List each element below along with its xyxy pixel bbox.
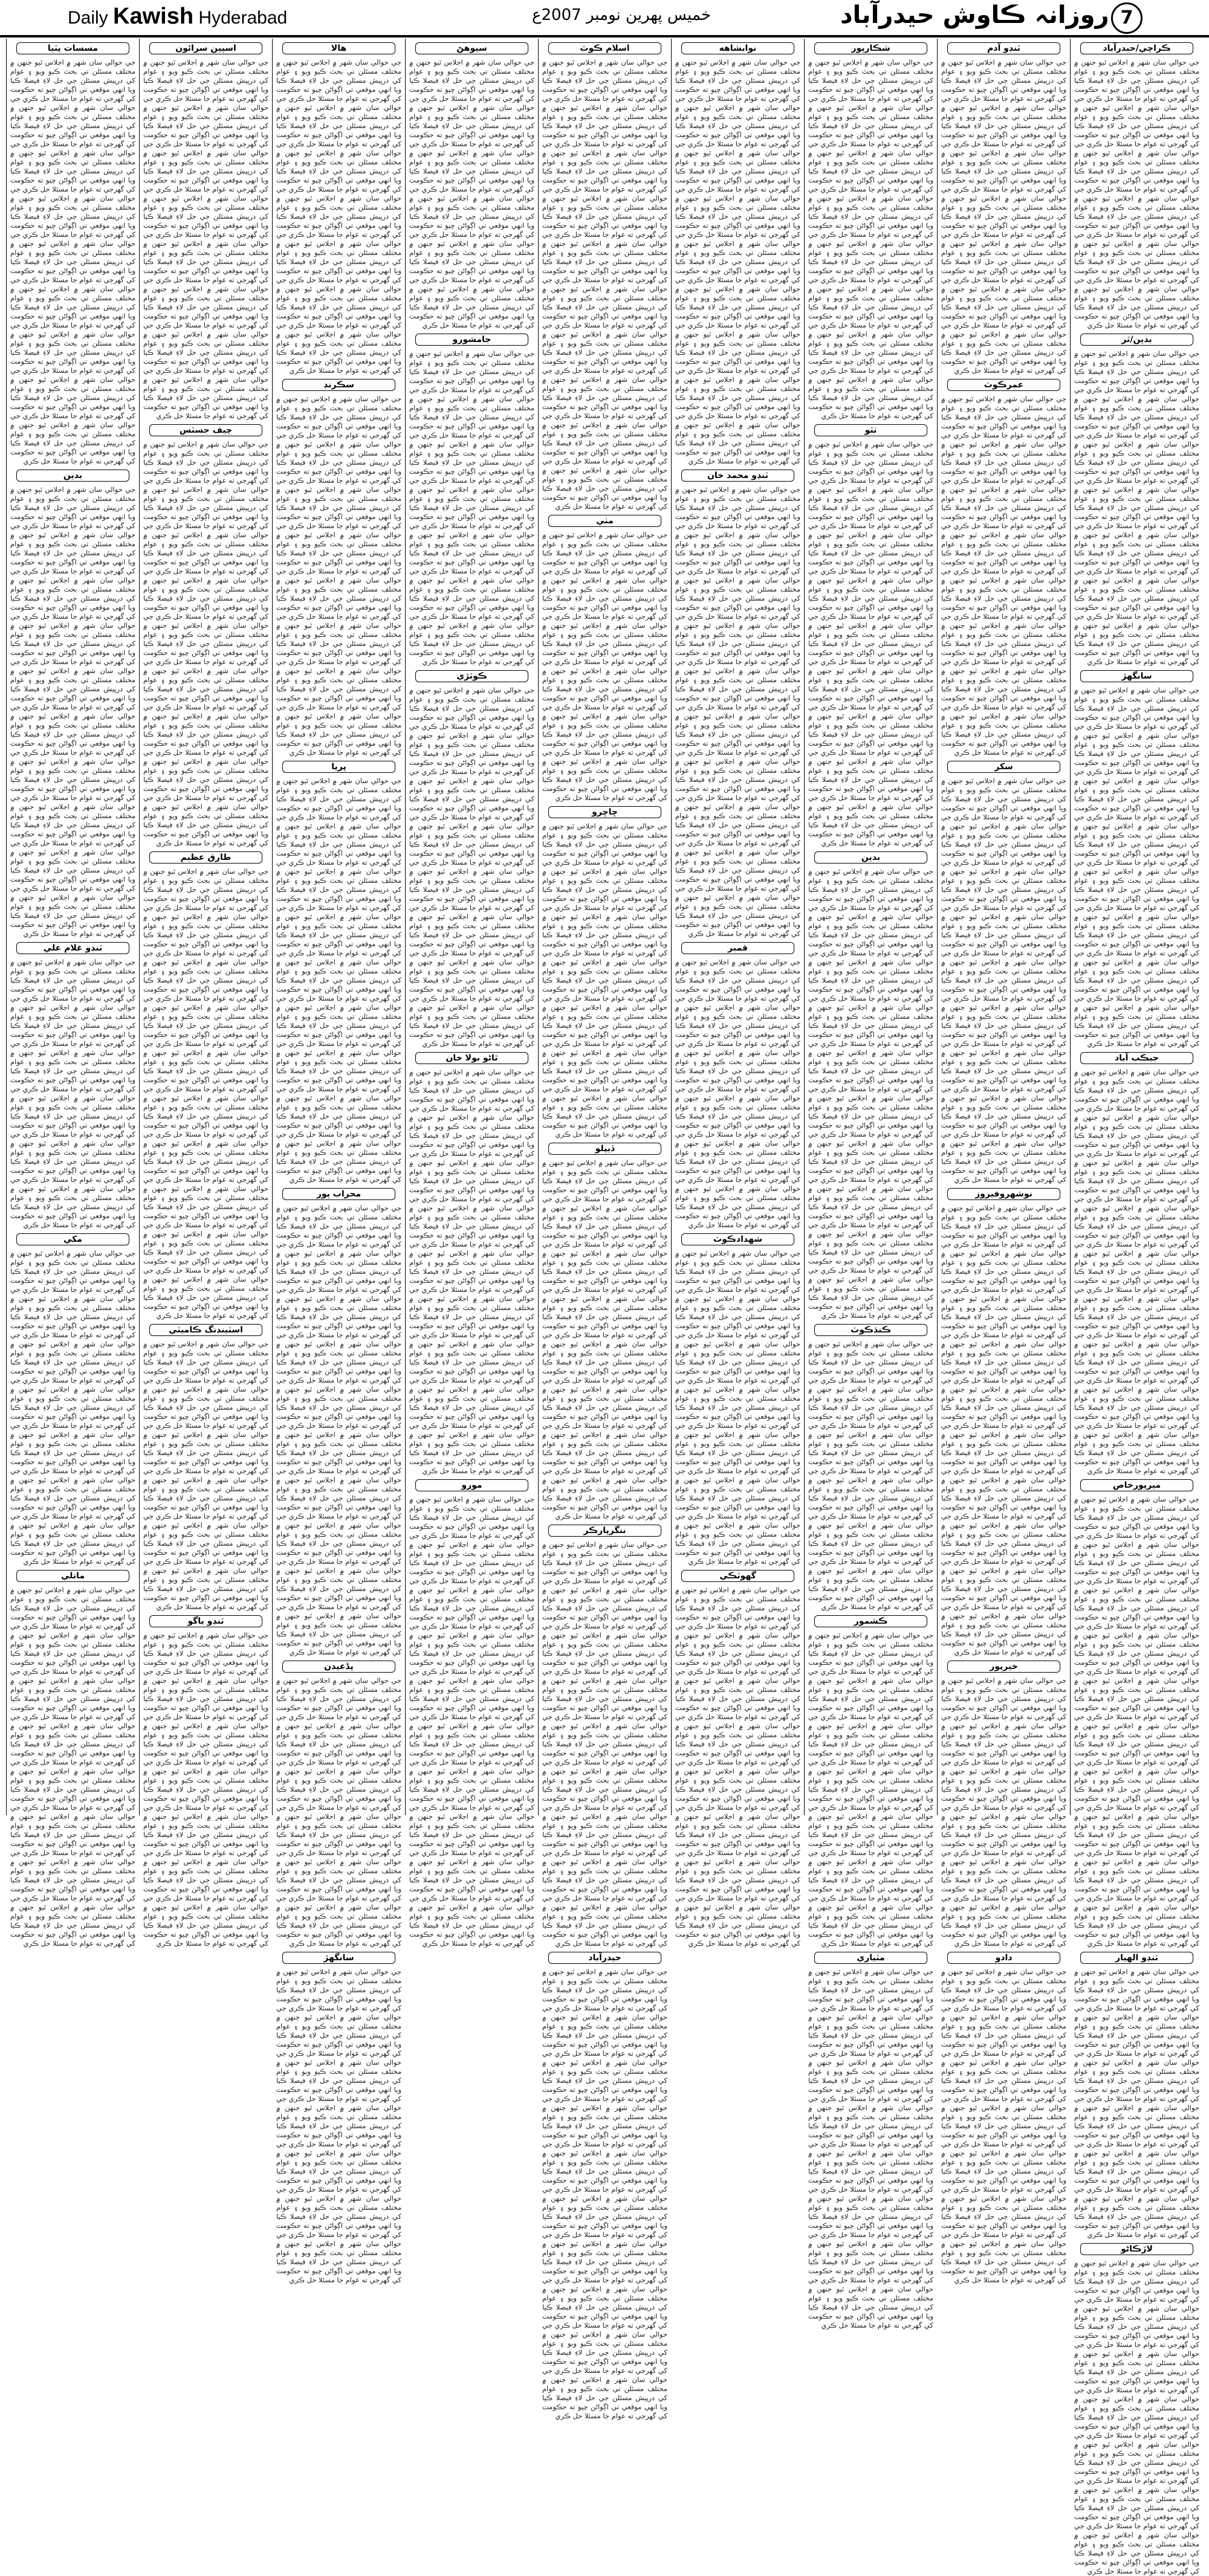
story-body: جي حوالي سان شهر ۾ اجلاس ٿيو جنهن ۾ مختلف مسئلن تي بحث ڪيو ويو ۽ عوام کي درپيش مسئلن جي حل لاءِ فيصلا ڪيا ويا انهي موقعي تي اڳواڻن چيو ته حڪومت کي گهرجي ته عوام جا مسئلا حل ڪري جي حوالي سان شهر ۾ اجلاس ٿيو جنهن ۾ مختلف مسئلن تي بحث ڪيو ويو ۽ عوام کي درپيش مسئلن جي حل لاءِ فيصلا ڪيا ويا انهي موقعي تي اڳواڻن چيو ته حڪومت کي گهرجي ته عوام جا مسئلا حل ڪري جي حوالي سان شهر ۾ اجلاس ٿيو جنهن ۾ مختلف مسئلن تي بحث ڪيو ويو ۽ عوام کي درپيش مسئلن جي حل لاءِ فيصلا ڪيا ويا انهي موقعي تي اڳواڻن چيو ته حڪومت کي گهرجي ته عوام جا مسئلا حل ڪري جي حوالي سان شهر ۾ اجلاس ٿيو جنهن ۾ مختلف مسئلن تي بحث ڪيو ويو ۽ عوام کي درپيش مسئلن جي حل لاءِ فيصلا ڪيا ويا انهي موقعي تي اڳواڻن چيو ته حڪومت کي گهرجي ته عوام جا مسئلا حل ڪري جي حوالي سان شهر ۾ اجلاس ٿيو جنهن ۾ مختلف مسئلن تي بحث ڪيو ويو ۽ عوام کي درپيش مسئلن جي حل لاءِ فيصلا ڪيا ويا انهي موقعي تي اڳواڻن چيو ته حڪومت کي گهرجي ته عوام جا مسئلا حل ڪري جي حوالي سان شهر ۾ اجلاس ٿيو جنهن ۾ مختلف مسئلن تي بحث ڪيو ويو ۽ عوام کي درپيش مسئلن جي حل لاءِ فيصلا ڪيا ويا انهي موقعي تي اڳواڻن چيو ته حڪومت کي گهرجي ته عوام جا مسئلا حل ڪري جي حوالي سان شهر ۾ اجلاس ٿيو جنهن ۾ مختلف مسئلن تي بحث ڪيو ويو ۽ عوام کي درپيش مسئلن جي حل لاءِ فيصلا ڪيا ويا انهي موقعي تي اڳواڻن چيو ته حڪومت کي گهرجي ته عوام جا مسئلا حل ڪري جي حوالي سان شهر ۾ اجلاس ٿيو جنهن ۾ مختلف مسئلن تي بحث ڪيو ويو ۽ عوام کي درپيش مسئلن جي حل لاءِ فيصلا ڪيا ويا انهي موقعي تي اڳواڻن چيو ته حڪومت کي گهرجي ته عوام جا مسئلا حل ڪري جي حوالي سان شهر ۾ اجلاس ٿيو جنهن ۾ مختلف مسئلن تي بحث ڪيو ويو ۽ عوام کي درپيش مسئلن جي حل لاءِ فيصلا ڪيا ويا انهي موقعي تي اڳواڻن چيو ته حڪومت کي گهرجي ته عوام جا مسئلا حل ڪري [143,440,268,847]
story-body: جي حوالي سان شهر ۾ اجلاس ٿيو جنهن ۾ مختلف مسئلن تي بحث ڪيو ويو ۽ عوام کي درپيش مسئلن جي حل لاءِ فيصلا ڪيا ويا انهي موقعي تي اڳواڻن چيو ته حڪومت کي گهرجي ته عوام جا مسئلا حل ڪري جي حوالي سان شهر ۾ اجلاس ٿيو جنهن ۾ مختلف مسئلن تي بحث ڪيو ويو ۽ عوام کي درپيش مسئلن جي حل لاءِ فيصلا ڪيا ويا انهي موقعي تي اڳواڻن چيو ته حڪومت کي گهرجي ته عوام جا مسئلا حل ڪري جي حوالي سان شهر ۾ اجلاس ٿيو جنهن ۾ مختلف مسئلن تي بحث ڪيو ويو ۽ عوام کي درپيش مسئلن جي حل لاءِ فيصلا ڪيا ويا انهي موقعي تي اڳواڻن چيو ته حڪومت کي گهرجي ته عوام جا مسئلا حل ڪري جي حوالي سان شهر ۾ اجلاس ٿيو جنهن ۾ مختلف مسئلن تي بحث ڪيو ويو ۽ عوام کي درپيش مسئلن جي حل لاءِ فيصلا ڪيا ويا انهي موقعي تي اڳواڻن چيو ته حڪومت کي گهرجي ته عوام جا مسئلا حل ڪري جي حوالي سان شهر ۾ اجلاس ٿيو جنهن ۾ مختلف مسئلن تي بحث ڪيو ويو ۽ عوام کي درپيش مسئلن جي حل لاءِ فيصلا ڪيا ويا انهي موقعي تي اڳواڻن چيو ته حڪومت کي گهرجي ته عوام جا مسئلا حل ڪري جي حوالي سان شهر ۾ اجلاس ٿيو جنهن ۾ مختلف مسئلن تي بحث ڪيو ويو ۽ عوام کي درپيش مسئلن جي حل لاءِ فيصلا ڪيا ويا انهي موقعي تي اڳواڻن چيو ته حڪومت کي گهرجي ته عوام جا مسئلا حل ڪري جي حوالي سان شهر ۾ اجلاس ٿيو جنهن ۾ مختلف مسئلن تي بحث ڪيو ويو ۽ عوام کي درپيش مسئلن جي حل لاءِ فيصلا ڪيا ويا انهي موقعي تي اڳواڻن چيو ته حڪومت کي گهرجي ته عوام جا مسئلا حل ڪري جي حوالي سان شهر ۾ اجلاس ٿيو جنهن ۾ مختلف مسئلن تي بحث ڪيو ويو ۽ عوام کي درپيش مسئلن جي حل لاءِ فيصلا ڪيا ويا انهي موقعي تي اڳواڻن چيو ته حڪومت کي گهرجي ته عوام جا مسئلا حل ڪري جي حوالي سان شهر ۾ اجلاس ٿيو جنهن ۾ مختلف مسئلن تي بحث ڪيو ويو ۽ عوام کي درپيش مسئلن جي حل لاءِ فيصلا ڪيا ويا انهي موقعي تي اڳواڻن چيو ته حڪومت کي گهرجي ته عوام جا مسئلا حل ڪري جي حوالي سان شهر ۾ اجلاس ٿيو جنهن ۾ مختلف مسئلن تي بحث ڪيو ويو ۽ عوام کي درپيش مسئلن جي حل لاءِ فيصلا ڪيا ويا انهي موقعي تي اڳواڻن چيو ته حڪومت کي گهرجي ته عوام جا مسئلا حل ڪري [1074,1495,1199,1948]
story-body: جي حوالي سان شهر ۾ اجلاس ٿيو جنهن ۾ مختلف مسئلن تي بحث ڪيو ويو ۽ عوام کي درپيش مسئلن جي حل لاءِ فيصلا ڪيا ويا انهي موقعي تي اڳواڻن چيو ته حڪومت کي گهرجي ته عوام جا مسئلا حل ڪري جي حوالي سان شهر ۾ اجلاس ٿيو جنهن ۾ مختلف مسئلن تي بحث ڪيو ويو ۽ عوام کي درپيش مسئلن جي حل لاءِ فيصلا ڪيا ويا انهي موقعي تي اڳواڻن چيو ته حڪومت کي گهرجي ته عوام جا مسئلا حل ڪري جي حوالي سان شهر ۾ اجلاس ٿيو جنهن ۾ مختلف مسئلن تي بحث ڪيو ويو ۽ عوام کي درپيش مسئلن جي حل لاءِ فيصلا ڪيا ويا انهي موقعي تي اڳواڻن چيو ته حڪومت کي گهرجي ته عوام جا مسئلا حل ڪري جي حوالي سان شهر ۾ اجلاس ٿيو جنهن ۾ مختلف مسئلن تي بحث ڪيو ويو ۽ عوام کي درپيش مسئلن جي حل لاءِ فيصلا ڪيا ويا انهي موقعي تي اڳواڻن چيو ته حڪومت کي گهرجي ته عوام جا مسئلا حل ڪري جي حوالي سان شهر ۾ اجلاس ٿيو جنهن ۾ مختلف مسئلن تي بحث ڪيو ويو ۽ عوام کي درپيش مسئلن جي حل لاءِ فيصلا ڪيا ويا انهي موقعي تي اڳواڻن چيو ته حڪومت کي گهرجي ته عوام جا مسئلا حل ڪري جي حوالي سان شهر ۾ اجلاس ٿيو جنهن ۾ مختلف مسئلن تي بحث ڪيو ويو ۽ عوام کي درپيش مسئلن جي حل لاءِ فيصلا ڪيا ويا انهي موقعي تي اڳواڻن چيو ته حڪومت کي گهرجي ته عوام جا مسئلا حل ڪري جي حوالي سان شهر ۾ اجلاس ٿيو جنهن ۾ مختلف مسئلن تي بحث ڪيو ويو ۽ عوام کي درپيش مسئلن جي حل لاءِ فيصلا ڪيا ويا انهي موقعي تي اڳواڻن چيو ته حڪومت کي گهرجي ته عوام جا مسئلا حل ڪري جي حوالي سان شهر ۾ اجلاس ٿيو جنهن ۾ مختلف مسئلن تي بحث ڪيو ويو ۽ عوام کي درپيش مسئلن جي حل لاءِ فيصلا ڪيا ويا انهي موقعي تي اڳواڻن چيو ته حڪومت کي گهرجي ته عوام جا مسئلا حل ڪري [808,1968,933,2329]
story-body: جي حوالي سان شهر ۾ اجلاس ٿيو جنهن ۾ مختلف مسئلن تي بحث ڪيو ويو ۽ عوام کي درپيش مسئلن جي حل لاءِ فيصلا ڪيا ويا انهي موقعي تي اڳواڻن چيو ته حڪومت کي گهرجي ته عوام جا مسئلا حل ڪري جي حوالي سان شهر ۾ اجلاس ٿيو جنهن ۾ مختلف مسئلن تي بحث ڪيو ويو ۽ عوام کي درپيش مسئلن جي حل لاءِ فيصلا ڪيا ويا انهي موقعي تي اڳواڻن چيو ته حڪومت کي گهرجي ته عوام جا مسئلا حل ڪري جي حوالي سان شهر ۾ اجلاس ٿيو جنهن ۾ مختلف مسئلن تي بحث ڪيو ويو ۽ عوام کي درپيش مسئلن جي حل لاءِ فيصلا ڪيا ويا انهي موقعي تي اڳواڻن چيو ته حڪومت کي گهرجي ته عوام جا مسئلا حل ڪري جي حوالي سان شهر ۾ اجلاس ٿيو جنهن ۾ مختلف مسئلن تي بحث ڪيو ويو ۽ عوام کي درپيش مسئلن جي حل لاءِ فيصلا ڪيا ويا انهي موقعي تي اڳواڻن چيو ته حڪومت کي گهرجي ته عوام جا مسئلا حل ڪري جي حوالي سان شهر ۾ اجلاس ٿيو جنهن ۾ مختلف مسئلن تي بحث ڪيو ويو ۽ عوام کي درپيش مسئلن جي حل لاءِ فيصلا ڪيا ويا انهي موقعي تي اڳواڻن چيو ته حڪومت کي گهرجي ته عوام جا مسئلا حل ڪري جي حوالي سان شهر ۾ اجلاس ٿيو جنهن ۾ مختلف مسئلن تي بحث ڪيو ويو ۽ عوام کي درپيش مسئلن جي حل لاءِ فيصلا ڪيا ويا انهي موقعي تي اڳواڻن چيو ته حڪومت کي گهرجي ته عوام جا مسئلا حل ڪري جي حوالي سان شهر ۾ اجلاس ٿيو جنهن ۾ مختلف مسئلن تي بحث ڪيو ويو ۽ عوام کي درپيش مسئلن جي حل لاءِ فيصلا ڪيا ويا انهي موقعي تي اڳواڻن چيو ته حڪومت کي گهرجي ته عوام جا مسئلا حل ڪري [675,1249,800,1566]
story-headline: ٽنڊو محمد خان [681,470,794,482]
story-headline: گهوٽڪي [681,1570,794,1582]
story-headline: ماتلي [16,1570,129,1582]
story-body: جي حوالي سان شهر ۾ اجلاس ٿيو جنهن ۾ مختلف مسئلن تي بحث ڪيو ويو ۽ عوام کي درپيش مسئلن جي حل لاءِ فيصلا ڪيا ويا انهي موقعي تي اڳواڻن چيو ته حڪومت کي گهرجي ته عوام جا مسئلا حل ڪري جي حوالي سان شهر ۾ اجلاس ٿيو جنهن ۾ مختلف مسئلن تي بحث ڪيو ويو ۽ عوام کي درپيش مسئلن جي حل لاءِ فيصلا ڪيا ويا انهي موقعي تي اڳواڻن چيو ته حڪومت کي گهرجي ته عوام جا مسئلا حل ڪري جي حوالي سان شهر ۾ اجلاس ٿيو جنهن ۾ مختلف مسئلن تي بحث ڪيو ويو ۽ عوام کي درپيش مسئلن جي حل لاءِ فيصلا ڪيا ويا انهي موقعي تي اڳواڻن چيو ته حڪومت کي گهرجي ته عوام جا مسئلا حل ڪري جي حوالي سان شهر ۾ اجلاس ٿيو جنهن ۾ مختلف مسئلن تي بحث ڪيو ويو ۽ عوام کي درپيش مسئلن جي حل لاءِ فيصلا ڪيا ويا انهي موقعي تي اڳواڻن چيو ته حڪومت کي گهرجي ته عوام جا مسئلا حل ڪري جي حوالي سان شهر ۾ اجلاس ٿيو جنهن ۾ مختلف مسئلن تي بحث ڪيو ويو ۽ عوام کي درپيش مسئلن جي حل لاءِ فيصلا ڪيا ويا انهي موقعي تي اڳواڻن چيو ته حڪومت کي گهرجي ته عوام جا مسئلا حل ڪري جي حوالي سان شهر ۾ اجلاس ٿيو جنهن ۾ مختلف مسئلن تي بحث ڪيو ويو ۽ عوام کي درپيش مسئلن جي حل لاءِ فيصلا ڪيا ويا انهي موقعي تي اڳواڻن چيو ته حڪومت کي گهرجي ته عوام جا مسئلا حل ڪري جي حوالي سان شهر ۾ اجلاس ٿيو جنهن ۾ مختلف مسئلن تي بحث ڪيو ويو ۽ عوام کي درپيش مسئلن جي حل لاءِ فيصلا ڪيا ويا انهي موقعي تي اڳواڻن چيو ته حڪومت کي گهرجي ته عوام جا مسئلا حل ڪري جي حوالي سان شهر ۾ اجلاس ٿيو جنهن ۾ مختلف مسئلن تي بحث ڪيو ويو ۽ عوام کي درپيش مسئلن جي حل لاءِ فيصلا ڪيا ويا انهي موقعي تي اڳواڻن چيو ته حڪومت کي گهرجي ته عوام جا مسئلا حل ڪري جي حوالي سان شهر ۾ اجلاس ٿيو جنهن ۾ مختلف مسئلن تي بحث ڪيو ويو ۽ عوام کي درپيش مسئلن جي حل لاءِ فيصلا ڪيا ويا انهي موقعي تي اڳواڻن چيو ته حڪومت کي گهرجي ته عوام جا مسئلا حل ڪري جي حوالي سان شهر ۾ اجلاس ٿيو جنهن ۾ مختلف مسئلن تي بحث ڪيو ويو ۽ عوام کي درپيش مسئلن جي حل لاءِ فيصلا ڪيا ويا انهي موقعي تي اڳواڻن چيو ته حڪومت کي گهرجي ته عوام جا مسئلا حل ڪري [542,1968,667,2420]
story-headline: طارق عظيم [149,851,262,864]
story-body: جي حوالي سان شهر ۾ اجلاس ٿيو جنهن ۾ مختلف مسئلن تي بحث ڪيو ويو ۽ عوام کي درپيش مسئلن جي حل لاءِ فيصلا ڪيا ويا انهي موقعي تي اڳواڻن چيو ته حڪومت کي گهرجي ته عوام جا مسئلا حل ڪري جي حوالي سان شهر ۾ اجلاس ٿيو جنهن ۾ مختلف مسئلن تي بحث ڪيو ويو ۽ عوام کي درپيش مسئلن جي حل لاءِ فيصلا ڪيا ويا انهي موقعي تي اڳواڻن چيو ته حڪومت کي گهرجي ته عوام جا مسئلا حل ڪري جي حوالي سان شهر ۾ اجلاس ٿيو جنهن ۾ مختلف مسئلن تي بحث ڪيو ويو ۽ عوام کي درپيش مسئلن جي حل لاءِ فيصلا ڪيا ويا انهي موقعي تي اڳواڻن چيو ته حڪومت کي گهرجي ته عوام جا مسئلا حل ڪري جي حوالي سان شهر ۾ اجلاس ٿيو جنهن ۾ مختلف مسئلن تي بحث ڪيو ويو ۽ عوام کي درپيش مسئلن جي حل لاءِ فيصلا ڪيا ويا انهي موقعي تي اڳواڻن چيو ته حڪومت کي گهرجي ته عوام جا مسئلا حل ڪري جي حوالي سان شهر ۾ اجلاس ٿيو جنهن ۾ مختلف مسئلن تي بحث ڪيو ويو ۽ عوام کي درپيش مسئلن جي حل لاءِ فيصلا ڪيا ويا انهي موقعي تي اڳواڻن چيو ته حڪومت کي گهرجي ته عوام جا مسئلا حل ڪري جي حوالي سان شهر ۾ اجلاس ٿيو جنهن ۾ مختلف مسئلن تي بحث ڪيو ويو ۽ عوام کي درپيش مسئلن جي حل لاءِ فيصلا ڪيا ويا انهي موقعي تي اڳواڻن چيو ته حڪومت کي گهرجي ته عوام جا مسئلا حل ڪري جي حوالي سان شهر ۾ اجلاس ٿيو جنهن ۾ مختلف مسئلن تي بحث ڪيو ويو ۽ عوام کي درپيش مسئلن جي حل لاءِ فيصلا ڪيا ويا انهي موقعي تي اڳواڻن چيو ته حڪومت کي گهرجي ته عوام جا مسئلا حل ڪري جي حوالي سان شهر ۾ اجلاس ٿيو جنهن ۾ مختلف مسئلن تي بحث ڪيو ويو ۽ عوام کي درپيش مسئلن جي حل لاءِ فيصلا ڪيا ويا انهي موقعي تي اڳواڻن چيو ته حڪومت کي گهرجي ته عوام جا مسئلا حل ڪري جي حوالي سان شهر ۾ اجلاس ٿيو جنهن ۾ مختلف مسئلن تي بحث ڪيو ويو ۽ عوام کي درپيش مسئلن جي حل لاءِ فيصلا ڪيا ويا انهي موقعي تي اڳواڻن چيو ته حڪومت کي گهرجي ته عوام جا مسئلا حل ڪري جي حوالي سان شهر ۾ اجلاس ٿيو جنهن ۾ مختلف مسئلن تي بحث ڪيو ويو ۽ عوام کي درپيش مسئلن جي حل لاءِ فيصلا ڪيا ويا انهي موقعي تي اڳواڻن چيو ته حڪومت کي گهرجي ته عوام جا مسئلا حل ڪري [542,58,667,511]
nameplate-city: Hyderabad [198,8,288,28]
story-headline: مٺي [548,515,661,527]
story-body: جي حوالي سان شهر ۾ اجلاس ٿيو جنهن ۾ مختلف مسئلن تي بحث ڪيو ويو ۽ عوام کي درپيش مسئلن جي حل لاءِ فيصلا ڪيا ويا انهي موقعي تي اڳواڻن چيو ته حڪومت کي گهرجي ته عوام جا مسئلا حل ڪري جي حوالي سان شهر ۾ اجلاس ٿيو جنهن ۾ مختلف مسئلن تي بحث ڪيو ويو ۽ عوام کي درپيش مسئلن جي حل لاءِ فيصلا ڪيا ويا انهي موقعي تي اڳواڻن چيو ته حڪومت کي گهرجي ته عوام جا مسئلا حل ڪري جي حوالي سان شهر ۾ اجلاس ٿيو جنهن ۾ مختلف مسئلن تي بحث ڪيو ويو ۽ عوام کي درپيش مسئلن جي حل لاءِ فيصلا ڪيا ويا انهي موقعي تي اڳواڻن چيو ته حڪومت کي گهرجي ته عوام جا مسئلا حل ڪري جي حوالي سان شهر ۾ اجلاس ٿيو جنهن ۾ مختلف مسئلن تي بحث ڪيو ويو ۽ عوام کي درپيش مسئلن جي حل لاءِ فيصلا ڪيا ويا انهي موقعي تي اڳواڻن چيو ته حڪومت کي گهرجي ته عوام جا مسئلا حل ڪري جي حوالي سان شهر ۾ اجلاس ٿيو جنهن ۾ مختلف مسئلن تي بحث ڪيو ويو ۽ عوام کي درپيش مسئلن جي حل لاءِ فيصلا ڪيا ويا انهي موقعي تي اڳواڻن چيو ته حڪومت کي گهرجي ته عوام جا مسئلا حل ڪري جي حوالي سان شهر ۾ اجلاس ٿيو جنهن ۾ مختلف مسئلن تي بحث ڪيو ويو ۽ عوام کي درپيش مسئلن جي حل لاءِ فيصلا ڪيا ويا انهي موقعي تي اڳواڻن چيو ته حڪومت کي گهرجي ته عوام جا مسئلا حل ڪري [542,531,667,802]
story-headline: ڪشمور [814,1615,927,1627]
story-body: جي حوالي سان شهر ۾ اجلاس ٿيو جنهن ۾ مختلف مسئلن تي بحث ڪيو ويو ۽ عوام کي درپيش مسئلن جي حل لاءِ فيصلا ڪيا ويا انهي موقعي تي اڳواڻن چيو ته حڪومت کي گهرجي ته عوام جا مسئلا حل ڪري جي حوالي سان شهر ۾ اجلاس ٿيو جنهن ۾ مختلف مسئلن تي بحث ڪيو ويو ۽ عوام کي درپيش مسئلن جي حل لاءِ فيصلا ڪيا ويا انهي موقعي تي اڳواڻن چيو ته حڪومت کي گهرجي ته عوام جا مسئلا حل ڪري جي حوالي سان شهر ۾ اجلاس ٿيو جنهن ۾ مختلف مسئلن تي بحث ڪيو ويو ۽ عوام کي درپيش مسئلن جي حل لاءِ فيصلا ڪيا ويا انهي موقعي تي اڳواڻن چيو ته حڪومت کي گهرجي ته عوام جا مسئلا حل ڪري جي حوالي سان شهر ۾ اجلاس ٿيو جنهن ۾ مختلف مسئلن تي بحث ڪيو ويو ۽ عوام کي درپيش مسئلن جي حل لاءِ فيصلا ڪيا ويا انهي موقعي تي اڳواڻن چيو ته حڪومت کي گهرجي ته عوام جا مسئلا حل ڪري جي حوالي سان شهر ۾ اجلاس ٿيو جنهن ۾ مختلف مسئلن تي بحث ڪيو ويو ۽ عوام کي درپيش مسئلن جي حل لاءِ فيصلا ڪيا ويا انهي موقعي تي اڳواڻن چيو ته حڪومت کي گهرجي ته عوام جا مسئلا حل ڪري جي حوالي سان شهر ۾ اجلاس ٿيو جنهن ۾ مختلف مسئلن تي بحث ڪيو ويو ۽ عوام کي درپيش مسئلن جي حل لاءِ فيصلا ڪيا ويا انهي موقعي تي اڳواڻن چيو ته حڪومت کي گهرجي ته عوام جا مسئلا حل ڪري جي حوالي سان شهر ۾ اجلاس ٿيو جنهن ۾ مختلف مسئلن تي بحث ڪيو ويو ۽ عوام کي درپيش مسئلن جي حل لاءِ فيصلا ڪيا ويا انهي موقعي تي اڳواڻن چيو ته حڪومت کي گهرجي ته عوام جا مسئلا حل ڪري جي حوالي سان شهر ۾ اجلاس ٿيو جنهن ۾ مختلف مسئلن تي بحث ڪيو ويو ۽ عوام کي درپيش مسئلن جي حل لاءِ فيصلا ڪيا ويا انهي موقعي تي اڳواڻن چيو ته حڪومت کي گهرجي ته عوام جا مسئلا حل ڪري [808,58,933,420]
story-body: جي حوالي سان شهر ۾ اجلاس ٿيو جنهن ۾ مختلف مسئلن تي بحث ڪيو ويو ۽ عوام کي درپيش مسئلن جي حل لاءِ فيصلا ڪيا ويا انهي موقعي تي اڳواڻن چيو ته حڪومت کي گهرجي ته عوام جا مسئلا حل ڪري جي حوالي سان شهر ۾ اجلاس ٿيو جنهن ۾ مختلف مسئلن تي بحث ڪيو ويو ۽ عوام کي درپيش مسئلن جي حل لاءِ فيصلا ڪيا ويا انهي موقعي تي اڳواڻن چيو ته حڪومت کي گهرجي ته عوام جا مسئلا حل ڪري جي حوالي سان شهر ۾ اجلاس ٿيو جنهن ۾ مختلف مسئلن تي بحث ڪيو ويو ۽ عوام کي درپيش مسئلن جي حل لاءِ فيصلا ڪيا ويا انهي موقعي تي اڳواڻن چيو ته حڪومت کي گهرجي ته عوام جا مسئلا حل ڪري جي حوالي سان شهر ۾ اجلاس ٿيو جنهن ۾ مختلف مسئلن تي بحث ڪيو ويو ۽ عوام کي درپيش مسئلن جي حل لاءِ فيصلا ڪيا ويا انهي موقعي تي اڳواڻن چيو ته حڪومت کي گهرجي ته عوام جا مسئلا حل ڪري جي حوالي سان شهر ۾ اجلاس ٿيو جنهن ۾ مختلف مسئلن تي بحث ڪيو ويو ۽ عوام کي درپيش مسئلن جي حل لاءِ فيصلا ڪيا ويا انهي موقعي تي اڳواڻن چيو ته حڪومت کي گهرجي ته عوام جا مسئلا حل ڪري جي حوالي سان شهر ۾ اجلاس ٿيو جنهن ۾ مختلف مسئلن تي بحث ڪيو ويو ۽ عوام کي درپيش مسئلن جي حل لاءِ فيصلا ڪيا ويا انهي موقعي تي اڳواڻن چيو ته حڪومت کي گهرجي ته عوام جا مسئلا حل ڪري جي حوالي سان شهر ۾ اجلاس ٿيو جنهن ۾ مختلف مسئلن تي بحث ڪيو ويو ۽ عوام کي درپيش مسئلن جي حل لاءِ فيصلا ڪيا ويا انهي موقعي تي اڳواڻن چيو ته حڪومت کي گهرجي ته عوام جا مسئلا حل ڪري جي حوالي سان شهر ۾ اجلاس ٿيو جنهن ۾ مختلف مسئلن تي بحث ڪيو ويو ۽ عوام کي درپيش مسئلن جي حل لاءِ فيصلا ڪيا ويا انهي موقعي تي اڳواڻن چيو ته حڪومت کي گهرجي ته عوام جا مسئلا حل ڪري جي حوالي سان شهر ۾ اجلاس ٿيو جنهن ۾ مختلف مسئلن تي بحث ڪيو ويو ۽ عوام کي درپيش مسئلن جي حل لاءِ فيصلا ڪيا ويا انهي موقعي تي اڳواڻن چيو ته حڪومت کي گهرجي ته عوام جا مسئلا حل ڪري [675,58,800,465]
story-headline: لاڙڪاڻو [1080,2243,1193,2255]
story-headline: شڪارپور [814,42,927,54]
story-body: جي حوالي سان شهر ۾ اجلاس ٿيو جنهن ۾ مختلف مسئلن تي بحث ڪيو ويو ۽ عوام کي درپيش مسئلن جي حل لاءِ فيصلا ڪيا ويا انهي موقعي تي اڳواڻن چيو ته حڪومت کي گهرجي ته عوام جا مسئلا حل ڪري جي حوالي سان شهر ۾ اجلاس ٿيو جنهن ۾ مختلف مسئلن تي بحث ڪيو ويو ۽ عوام کي درپيش مسئلن جي حل لاءِ فيصلا ڪيا ويا انهي موقعي تي اڳواڻن چيو ته حڪومت کي گهرجي ته عوام جا مسئلا حل ڪري جي حوالي سان شهر ۾ اجلاس ٿيو جنهن ۾ مختلف مسئلن تي بحث ڪيو ويو ۽ عوام کي درپيش مسئلن جي حل لاءِ فيصلا ڪيا ويا انهي موقعي تي اڳواڻن چيو ته حڪومت کي گهرجي ته عوام جا مسئلا حل ڪري جي حوالي سان شهر ۾ اجلاس ٿيو جنهن ۾ مختلف مسئلن تي بحث ڪيو ويو ۽ عوام کي درپيش مسئلن جي حل لاءِ فيصلا ڪيا ويا انهي موقعي تي اڳواڻن چيو ته حڪومت کي گهرجي ته عوام جا مسئلا حل ڪري جي حوالي سان شهر ۾ اجلاس ٿيو جنهن ۾ مختلف مسئلن تي بحث ڪيو ويو ۽ عوام کي درپيش مسئلن جي حل لاءِ فيصلا ڪيا ويا انهي موقعي تي اڳواڻن چيو ته حڪومت کي گهرجي ته عوام جا مسئلا حل ڪري جي حوالي سان شهر ۾ اجلاس ٿيو جنهن ۾ مختلف مسئلن تي بحث ڪيو ويو ۽ عوام کي درپيش مسئلن جي حل لاءِ فيصلا ڪيا ويا انهي موقعي تي اڳواڻن چيو ته حڪومت کي گهرجي ته عوام جا مسئلا حل ڪري جي حوالي سان شهر ۾ اجلاس ٿيو جنهن ۾ مختلف مسئلن تي بحث ڪيو ويو ۽ عوام کي درپيش مسئلن جي حل لاءِ فيصلا ڪيا ويا انهي موقعي تي اڳواڻن چيو ته حڪومت کي گهرجي ته عوام جا مسئلا حل ڪري [409,349,534,666]
story-body: جي حوالي سان شهر ۾ اجلاس ٿيو جنهن ۾ مختلف مسئلن تي بحث ڪيو ويو ۽ عوام کي درپيش مسئلن جي حل لاءِ فيصلا ڪيا ويا انهي موقعي تي اڳواڻن چيو ته حڪومت کي گهرجي ته عوام جا مسئلا حل ڪري جي حوالي سان شهر ۾ اجلاس ٿيو جنهن ۾ مختلف مسئلن تي بحث ڪيو ويو ۽ عوام کي درپيش مسئلن جي حل لاءِ فيصلا ڪيا ويا انهي موقعي تي اڳواڻن چيو ته حڪومت کي گهرجي ته عوام جا مسئلا حل ڪري جي حوالي سان شهر ۾ اجلاس ٿيو جنهن ۾ مختلف مسئلن تي بحث ڪيو ويو ۽ عوام کي درپيش مسئلن جي حل لاءِ فيصلا ڪيا ويا انهي موقعي تي اڳواڻن چيو ته حڪومت کي گهرجي ته عوام جا مسئلا حل ڪري جي حوالي سان شهر ۾ اجلاس ٿيو جنهن ۾ مختلف مسئلن تي بحث ڪيو ويو ۽ عوام کي درپيش مسئلن جي حل لاءِ فيصلا ڪيا ويا انهي موقعي تي اڳواڻن چيو ته حڪومت کي گهرجي ته عوام جا مسئلا حل ڪري جي حوالي سان شهر ۾ اجلاس ٿيو جنهن ۾ مختلف مسئلن تي بحث ڪيو ويو ۽ عوام کي درپيش مسئلن جي حل لاءِ فيصلا ڪيا ويا انهي موقعي تي اڳواڻن چيو ته حڪومت کي گهرجي ته عوام جا مسئلا حل ڪري جي حوالي سان شهر ۾ اجلاس ٿيو جنهن ۾ مختلف مسئلن تي بحث ڪيو ويو ۽ عوام کي درپيش مسئلن جي حل لاءِ فيصلا ڪيا ويا انهي موقعي تي اڳواڻن چيو ته حڪومت کي گهرجي ته عوام جا مسئلا حل ڪري جي حوالي سان شهر ۾ اجلاس ٿيو جنهن ۾ مختلف مسئلن تي بحث ڪيو ويو ۽ عوام کي درپيش مسئلن جي حل لاءِ فيصلا ڪيا ويا انهي موقعي تي اڳواڻن چيو ته حڪومت کي گهرجي ته عوام جا مسئلا حل ڪري جي حوالي سان شهر ۾ اجلاس ٿيو جنهن ۾ مختلف مسئلن تي بحث ڪيو ويو ۽ عوام کي درپيش مسئلن جي حل لاءِ فيصلا ڪيا ويا انهي موقعي تي اڳواڻن چيو ته حڪومت کي گهرجي ته عوام جا مسئلا حل ڪري [941,395,1066,757]
story-headline: دادو [947,1952,1060,1964]
nameplate-brand: Kawish [113,4,194,29]
issue-date: خميس پهرين نومبر 2007ع [532,6,711,24]
story-body: جي حوالي سان شهر ۾ اجلاس ٿيو جنهن ۾ مختلف مسئلن تي بحث ڪيو ويو ۽ عوام کي درپيش مسئلن جي حل لاءِ فيصلا ڪيا ويا انهي موقعي تي اڳواڻن چيو ته حڪومت کي گهرجي ته عوام جا مسئلا حل ڪري جي حوالي سان شهر ۾ اجلاس ٿيو جنهن ۾ مختلف مسئلن تي بحث ڪيو ويو ۽ عوام کي درپيش مسئلن جي حل لاءِ فيصلا ڪيا ويا انهي موقعي تي اڳواڻن چيو ته حڪومت کي گهرجي ته عوام جا مسئلا حل ڪري جي حوالي سان شهر ۾ اجلاس ٿيو جنهن ۾ مختلف مسئلن تي بحث ڪيو ويو ۽ عوام کي درپيش مسئلن جي حل لاءِ فيصلا ڪيا ويا انهي موقعي تي اڳواڻن چيو ته حڪومت کي گهرجي ته عوام جا مسئلا حل ڪري جي حوالي سان شهر ۾ اجلاس ٿيو جنهن ۾ مختلف مسئلن تي بحث ڪيو ويو ۽ عوام کي درپيش مسئلن جي حل لاءِ فيصلا ڪيا ويا انهي موقعي تي اڳواڻن چيو ته حڪومت کي گهرجي ته عوام جا مسئلا حل ڪري جي حوالي سان شهر ۾ اجلاس ٿيو جنهن ۾ مختلف مسئلن تي بحث ڪيو ويو ۽ عوام کي درپيش مسئلن جي حل لاءِ فيصلا ڪيا ويا انهي موقعي تي اڳواڻن چيو ته حڪومت کي گهرجي ته عوام جا مسئلا حل ڪري جي حوالي سان شهر ۾ اجلاس ٿيو جنهن ۾ مختلف مسئلن تي بحث ڪيو ويو ۽ عوام کي درپيش مسئلن جي حل لاءِ فيصلا ڪيا ويا انهي موقعي تي اڳواڻن چيو ته حڪومت کي گهرجي ته عوام جا مسئلا حل ڪري [10,958,135,1229]
story-headline: هالا [282,42,395,54]
story-headline: سکر [947,761,1060,773]
story-headline: ڪراچي/حيدرآباد [1080,42,1193,54]
news-column [405,39,538,1948]
story-headline: مکي [16,1233,129,1245]
story-body: جي حوالي سان شهر ۾ اجلاس ٿيو جنهن ۾ مختلف مسئلن تي بحث ڪيو ويو ۽ عوام کي درپيش مسئلن جي حل لاءِ فيصلا ڪيا ويا انهي موقعي تي اڳواڻن چيو ته حڪومت کي گهرجي ته عوام جا مسئلا حل ڪري جي حوالي سان شهر ۾ اجلاس ٿيو جنهن ۾ مختلف مسئلن تي بحث ڪيو ويو ۽ عوام کي درپيش مسئلن جي حل لاءِ فيصلا ڪيا ويا انهي موقعي تي اڳواڻن چيو ته حڪومت کي گهرجي ته عوام جا مسئلا حل ڪري جي حوالي سان شهر ۾ اجلاس ٿيو جنهن ۾ مختلف مسئلن تي بحث ڪيو ويو ۽ عوام کي درپيش مسئلن جي حل لاءِ فيصلا ڪيا ويا انهي موقعي تي اڳواڻن چيو ته حڪومت کي گهرجي ته عوام جا مسئلا حل ڪري جي حوالي سان شهر ۾ اجلاس ٿيو جنهن ۾ مختلف مسئلن تي بحث ڪيو ويو ۽ عوام کي درپيش مسئلن جي حل لاءِ فيصلا ڪيا ويا انهي موقعي تي اڳواڻن چيو ته حڪومت کي گهرجي ته عوام جا مسئلا حل ڪري جي حوالي سان شهر ۾ اجلاس ٿيو جنهن ۾ مختلف مسئلن تي بحث ڪيو ويو ۽ عوام کي درپيش مسئلن جي حل لاءِ فيصلا ڪيا ويا انهي موقعي تي اڳواڻن چيو ته حڪومت کي گهرجي ته عوام جا مسئلا حل ڪري جي حوالي سان شهر ۾ اجلاس ٿيو جنهن ۾ مختلف مسئلن تي بحث ڪيو ويو ۽ عوام کي درپيش مسئلن جي حل لاءِ فيصلا ڪيا ويا انهي موقعي تي اڳواڻن چيو ته حڪومت کي گهرجي ته عوام جا مسئلا حل ڪري جي حوالي سان شهر ۾ اجلاس ٿيو جنهن ۾ مختلف مسئلن تي بحث ڪيو ويو ۽ عوام کي درپيش مسئلن جي حل لاءِ فيصلا ڪيا ويا انهي موقعي تي اڳواڻن چيو ته حڪومت کي گهرجي ته عوام جا مسئلا حل ڪري جي حوالي سان شهر ۾ اجلاس ٿيو جنهن ۾ مختلف مسئلن تي بحث ڪيو ويو ۽ عوام کي درپيش مسئلن جي حل لاءِ فيصلا ڪيا ويا انهي موقعي تي اڳواڻن چيو ته حڪومت کي گهرجي ته عوام جا مسئلا حل ڪري [675,1586,800,1948]
story-headline: بدين/ٿر [1080,334,1193,346]
story-body: جي حوالي سان شهر ۾ اجلاس ٿيو جنهن ۾ مختلف مسئلن تي بحث ڪيو ويو ۽ عوام کي درپيش مسئلن جي حل لاءِ فيصلا ڪيا ويا انهي موقعي تي اڳواڻن چيو ته حڪومت کي گهرجي ته عوام جا مسئلا حل ڪري جي حوالي سان شهر ۾ اجلاس ٿيو جنهن ۾ مختلف مسئلن تي بحث ڪيو ويو ۽ عوام کي درپيش مسئلن جي حل لاءِ فيصلا ڪيا ويا انهي موقعي تي اڳواڻن چيو ته حڪومت کي گهرجي ته عوام جا مسئلا حل ڪري جي حوالي سان شهر ۾ اجلاس ٿيو جنهن ۾ مختلف مسئلن تي بحث ڪيو ويو ۽ عوام کي درپيش مسئلن جي حل لاءِ فيصلا ڪيا ويا انهي موقعي تي اڳواڻن چيو ته حڪومت کي گهرجي ته عوام جا مسئلا حل ڪري جي حوالي سان شهر ۾ اجلاس ٿيو جنهن ۾ مختلف مسئلن تي بحث ڪيو ويو ۽ عوام کي درپيش مسئلن جي حل لاءِ فيصلا ڪيا ويا انهي موقعي تي اڳواڻن چيو ته حڪومت کي گهرجي ته عوام جا مسئلا حل ڪري جي حوالي سان شهر ۾ اجلاس ٿيو جنهن ۾ مختلف مسئلن تي بحث ڪيو ويو ۽ عوام کي درپيش مسئلن جي حل لاءِ فيصلا ڪيا ويا انهي موقعي تي اڳواڻن چيو ته حڪومت کي گهرجي ته عوام جا مسئلا حل ڪري جي حوالي سان شهر ۾ اجلاس ٿيو جنهن ۾ مختلف مسئلن تي بحث ڪيو ويو ۽ عوام کي درپيش مسئلن جي حل لاءِ فيصلا ڪيا ويا انهي موقعي تي اڳواڻن چيو ته حڪومت کي گهرجي ته عوام جا مسئلا حل ڪري [276,1676,401,1948]
sindhi-nameplate: روزانہ ڪاوش حيدرآباد [840,1,1109,29]
story-body: جي حوالي سان شهر ۾ اجلاس ٿيو جنهن ۾ مختلف مسئلن تي بحث ڪيو ويو ۽ عوام کي درپيش مسئلن جي حل لاءِ فيصلا ڪيا ويا انهي موقعي تي اڳواڻن چيو ته حڪومت کي گهرجي ته عوام جا مسئلا حل ڪري جي حوالي سان شهر ۾ اجلاس ٿيو جنهن ۾ مختلف مسئلن تي بحث ڪيو ويو ۽ عوام کي درپيش مسئلن جي حل لاءِ فيصلا ڪيا ويا انهي موقعي تي اڳواڻن چيو ته حڪومت کي گهرجي ته عوام جا مسئلا حل ڪري جي حوالي سان شهر ۾ اجلاس ٿيو جنهن ۾ مختلف مسئلن تي بحث ڪيو ويو ۽ عوام کي درپيش مسئلن جي حل لاءِ فيصلا ڪيا ويا انهي موقعي تي اڳواڻن چيو ته حڪومت کي گهرجي ته عوام جا مسئلا حل ڪري جي حوالي سان شهر ۾ اجلاس ٿيو جنهن ۾ مختلف مسئلن تي بحث ڪيو ويو ۽ عوام کي درپيش مسئلن جي حل لاءِ فيصلا ڪيا ويا انهي موقعي تي اڳواڻن چيو ته حڪومت کي گهرجي ته عوام جا مسئلا حل ڪري جي حوالي سان شهر ۾ اجلاس ٿيو جنهن ۾ مختلف مسئلن تي بحث ڪيو ويو ۽ عوام کي درپيش مسئلن جي حل لاءِ فيصلا ڪيا ويا انهي موقعي تي اڳواڻن چيو ته حڪومت کي گهرجي ته عوام جا مسئلا حل ڪري جي حوالي سان شهر ۾ اجلاس ٿيو جنهن ۾ مختلف مسئلن تي بحث ڪيو ويو ۽ عوام کي درپيش مسئلن جي حل لاءِ فيصلا ڪيا ويا انهي موقعي تي اڳواڻن چيو ته حڪومت کي گهرجي ته عوام جا مسئلا حل ڪري جي حوالي سان شهر ۾ اجلاس ٿيو جنهن ۾ مختلف مسئلن تي بحث ڪيو ويو ۽ عوام کي درپيش مسئلن جي حل لاءِ فيصلا ڪيا ويا انهي موقعي تي اڳواڻن چيو ته حڪومت کي گهرجي ته عوام جا مسئلا حل ڪري [276,1968,401,2284]
story-headline: چيف جسٽس [149,424,262,436]
story-headline: ڪنڌڪوٽ [814,1324,927,1336]
story-body: جي حوالي سان شهر ۾ اجلاس ٿيو جنهن ۾ مختلف مسئلن تي بحث ڪيو ويو ۽ عوام کي درپيش مسئلن جي حل لاءِ فيصلا ڪيا ويا انهي موقعي تي اڳواڻن چيو ته حڪومت کي گهرجي ته عوام جا مسئلا حل ڪري جي حوالي سان شهر ۾ اجلاس ٿيو جنهن ۾ مختلف مسئلن تي بحث ڪيو ويو ۽ عوام کي درپيش مسئلن جي حل لاءِ فيصلا ڪيا ويا انهي موقعي تي اڳواڻن چيو ته حڪومت کي گهرجي ته عوام جا مسئلا حل ڪري جي حوالي سان شهر ۾ اجلاس ٿيو جنهن ۾ مختلف مسئلن تي بحث ڪيو ويو ۽ عوام کي درپيش مسئلن جي حل لاءِ فيصلا ڪيا ويا انهي موقعي تي اڳواڻن چيو ته حڪومت کي گهرجي ته عوام جا مسئلا حل ڪري جي حوالي سان شهر ۾ اجلاس ٿيو جنهن ۾ مختلف مسئلن تي بحث ڪيو ويو ۽ عوام کي درپيش مسئلن جي حل لاءِ فيصلا ڪيا ويا انهي موقعي تي اڳواڻن چيو ته حڪومت کي گهرجي ته عوام جا مسئلا حل ڪري جي حوالي سان شهر ۾ اجلاس ٿيو جنهن ۾ مختلف مسئلن تي بحث ڪيو ويو ۽ عوام کي درپيش مسئلن جي حل لاءِ فيصلا ڪيا ويا انهي موقعي تي اڳواڻن چيو ته حڪومت کي گهرجي ته عوام جا مسئلا حل ڪري جي حوالي سان شهر ۾ اجلاس ٿيو جنهن ۾ مختلف مسئلن تي بحث ڪيو ويو ۽ عوام کي درپيش مسئلن جي حل لاءِ فيصلا ڪيا ويا انهي موقعي تي اڳواڻن چيو ته حڪومت کي گهرجي ته عوام جا مسئلا حل ڪري [1074,1968,1199,2239]
story-headline: ڏيپلو [548,1143,661,1155]
story-body: جي حوالي سان شهر ۾ اجلاس ٿيو جنهن ۾ مختلف مسئلن تي بحث ڪيو ويو ۽ عوام کي درپيش مسئلن جي حل لاءِ فيصلا ڪيا ويا انهي موقعي تي اڳواڻن چيو ته حڪومت کي گهرجي ته عوام جا مسئلا حل ڪري جي حوالي سان شهر ۾ اجلاس ٿيو جنهن ۾ مختلف مسئلن تي بحث ڪيو ويو ۽ عوام کي درپيش مسئلن جي حل لاءِ فيصلا ڪيا ويا انهي موقعي تي اڳواڻن چيو ته حڪومت کي گهرجي ته عوام جا مسئلا حل ڪري جي حوالي سان شهر ۾ اجلاس ٿيو جنهن ۾ مختلف مسئلن تي بحث ڪيو ويو ۽ عوام کي درپيش مسئلن جي حل لاءِ فيصلا ڪيا ويا انهي موقعي تي اڳواڻن چيو ته حڪومت کي گهرجي ته عوام جا مسئلا حل ڪري جي حوالي سان شهر ۾ اجلاس ٿيو جنهن ۾ مختلف مسئلن تي بحث ڪيو ويو ۽ عوام کي درپيش مسئلن جي حل لاءِ فيصلا ڪيا ويا انهي موقعي تي اڳواڻن چيو ته حڪومت کي گهرجي ته عوام جا مسئلا حل ڪري جي حوالي سان شهر ۾ اجلاس ٿيو جنهن ۾ مختلف مسئلن تي بحث ڪيو ويو ۽ عوام کي درپيش مسئلن جي حل لاءِ فيصلا ڪيا ويا انهي موقعي تي اڳواڻن چيو ته حڪومت کي گهرجي ته عوام جا مسئلا حل ڪري جي حوالي سان شهر ۾ اجلاس ٿيو جنهن ۾ مختلف مسئلن تي بحث ڪيو ويو ۽ عوام کي درپيش مسئلن جي حل لاءِ فيصلا ڪيا ويا انهي موقعي تي اڳواڻن چيو ته حڪومت کي گهرجي ته عوام جا مسئلا حل ڪري جي حوالي سان شهر ۾ اجلاس ٿيو جنهن ۾ مختلف مسئلن تي بحث ڪيو ويو ۽ عوام کي درپيش مسئلن جي حل لاءِ فيصلا ڪيا ويا انهي موقعي تي اڳواڻن چيو ته حڪومت کي گهرجي ته عوام جا مسئلا حل ڪري جي حوالي سان شهر ۾ اجلاس ٿيو جنهن ۾ مختلف مسئلن تي بحث ڪيو ويو ۽ عوام کي درپيش مسئلن جي حل لاءِ فيصلا ڪيا ويا انهي موقعي تي اڳواڻن چيو ته حڪومت کي گهرجي ته عوام جا مسئلا حل ڪري [143,58,268,420]
story-body: جي حوالي سان شهر ۾ اجلاس ٿيو جنهن ۾ مختلف مسئلن تي بحث ڪيو ويو ۽ عوام کي درپيش مسئلن جي حل لاءِ فيصلا ڪيا ويا انهي موقعي تي اڳواڻن چيو ته حڪومت کي گهرجي ته عوام جا مسئلا حل ڪري جي حوالي سان شهر ۾ اجلاس ٿيو جنهن ۾ مختلف مسئلن تي بحث ڪيو ويو ۽ عوام کي درپيش مسئلن جي حل لاءِ فيصلا ڪيا ويا انهي موقعي تي اڳواڻن چيو ته حڪومت کي گهرجي ته عوام جا مسئلا حل ڪري جي حوالي سان شهر ۾ اجلاس ٿيو جنهن ۾ مختلف مسئلن تي بحث ڪيو ويو ۽ عوام کي درپيش مسئلن جي حل لاءِ فيصلا ڪيا ويا انهي موقعي تي اڳواڻن چيو ته حڪومت کي گهرجي ته عوام جا مسئلا حل ڪري جي حوالي سان شهر ۾ اجلاس ٿيو جنهن ۾ مختلف مسئلن تي بحث ڪيو ويو ۽ عوام کي درپيش مسئلن جي حل لاءِ فيصلا ڪيا ويا انهي موقعي تي اڳواڻن چيو ته حڪومت کي گهرجي ته عوام جا مسئلا حل ڪري جي حوالي سان شهر ۾ اجلاس ٿيو جنهن ۾ مختلف مسئلن تي بحث ڪيو ويو ۽ عوام کي درپيش مسئلن جي حل لاءِ فيصلا ڪيا ويا انهي موقعي تي اڳواڻن چيو ته حڪومت کي گهرجي ته عوام جا مسئلا حل ڪري جي حوالي سان شهر ۾ اجلاس ٿيو جنهن ۾ مختلف مسئلن تي بحث ڪيو ويو ۽ عوام کي درپيش مسئلن جي حل لاءِ فيصلا ڪيا ويا انهي موقعي تي اڳواڻن چيو ته حڪومت کي گهرجي ته عوام جا مسئلا حل ڪري جي حوالي سان شهر ۾ اجلاس ٿيو جنهن ۾ مختلف مسئلن تي بحث ڪيو ويو ۽ عوام کي درپيش مسئلن جي حل لاءِ فيصلا ڪيا ويا انهي موقعي تي اڳواڻن چيو ته حڪومت کي گهرجي ته عوام جا مسئلا حل ڪري [542,822,667,1138]
story-body: جي حوالي سان شهر ۾ اجلاس ٿيو جنهن ۾ مختلف مسئلن تي بحث ڪيو ويو ۽ عوام کي درپيش مسئلن جي حل لاءِ فيصلا ڪيا ويا انهي موقعي تي اڳواڻن چيو ته حڪومت کي گهرجي ته عوام جا مسئلا حل ڪري جي حوالي سان شهر ۾ اجلاس ٿيو جنهن ۾ مختلف مسئلن تي بحث ڪيو ويو ۽ عوام کي درپيش مسئلن جي حل لاءِ فيصلا ڪيا ويا انهي موقعي تي اڳواڻن چيو ته حڪومت کي گهرجي ته عوام جا مسئلا حل ڪري جي حوالي سان شهر ۾ اجلاس ٿيو جنهن ۾ مختلف مسئلن تي بحث ڪيو ويو ۽ عوام کي درپيش مسئلن جي حل لاءِ فيصلا ڪيا ويا انهي موقعي تي اڳواڻن چيو ته حڪومت کي گهرجي ته عوام جا مسئلا حل ڪري جي حوالي سان شهر ۾ اجلاس ٿيو جنهن ۾ مختلف مسئلن تي بحث ڪيو ويو ۽ عوام کي درپيش مسئلن جي حل لاءِ فيصلا ڪيا ويا انهي موقعي تي اڳواڻن چيو ته حڪومت کي گهرجي ته عوام جا مسئلا حل ڪري جي حوالي سان شهر ۾ اجلاس ٿيو جنهن ۾ مختلف مسئلن تي بحث ڪيو ويو ۽ عوام کي درپيش مسئلن جي حل لاءِ فيصلا ڪيا ويا انهي موقعي تي اڳواڻن چيو ته حڪومت کي گهرجي ته عوام جا مسئلا حل ڪري جي حوالي سان شهر ۾ اجلاس ٿيو جنهن ۾ مختلف مسئلن تي بحث ڪيو ويو ۽ عوام کي درپيش مسئلن جي حل لاءِ فيصلا ڪيا ويا انهي موقعي تي اڳواڻن چيو ته حڪومت کي گهرجي ته عوام جا مسئلا حل ڪري جي حوالي سان شهر ۾ اجلاس ٿيو جنهن ۾ مختلف مسئلن تي بحث ڪيو ويو ۽ عوام کي درپيش مسئلن جي حل لاءِ فيصلا ڪيا ويا انهي موقعي تي اڳواڻن چيو ته حڪومت کي گهرجي ته عوام جا مسئلا حل ڪري جي حوالي سان شهر ۾ اجلاس ٿيو جنهن ۾ مختلف مسئلن تي بحث ڪيو ويو ۽ عوام کي درپيش مسئلن جي حل لاءِ فيصلا ڪيا ويا انهي موقعي تي اڳواڻن چيو ته حڪومت کي گهرجي ته عوام جا مسئلا حل ڪري جي حوالي سان شهر ۾ اجلاس ٿيو جنهن ۾ مختلف مسئلن تي بحث ڪيو ويو ۽ عوام کي درپيش مسئلن جي حل لاءِ فيصلا ڪيا ويا انهي موقعي تي اڳواڻن چيو ته حڪومت کي گهرجي ته عوام جا مسئلا حل ڪري [409,1068,534,1475]
story-body: جي حوالي سان شهر ۾ اجلاس ٿيو جنهن ۾ مختلف مسئلن تي بحث ڪيو ويو ۽ عوام کي درپيش مسئلن جي حل لاءِ فيصلا ڪيا ويا انهي موقعي تي اڳواڻن چيو ته حڪومت کي گهرجي ته عوام جا مسئلا حل ڪري جي حوالي سان شهر ۾ اجلاس ٿيو جنهن ۾ مختلف مسئلن تي بحث ڪيو ويو ۽ عوام کي درپيش مسئلن جي حل لاءِ فيصلا ڪيا ويا انهي موقعي تي اڳواڻن چيو ته حڪومت کي گهرجي ته عوام جا مسئلا حل ڪري جي حوالي سان شهر ۾ اجلاس ٿيو جنهن ۾ مختلف مسئلن تي بحث ڪيو ويو ۽ عوام کي درپيش مسئلن جي حل لاءِ فيصلا ڪيا ويا انهي موقعي تي اڳواڻن چيو ته حڪومت کي گهرجي ته عوام جا مسئلا حل ڪري جي حوالي سان شهر ۾ اجلاس ٿيو جنهن ۾ مختلف مسئلن تي بحث ڪيو ويو ۽ عوام کي درپيش مسئلن جي حل لاءِ فيصلا ڪيا ويا انهي موقعي تي اڳواڻن چيو ته حڪومت کي گهرجي ته عوام جا مسئلا حل ڪري جي حوالي سان شهر ۾ اجلاس ٿيو جنهن ۾ مختلف مسئلن تي بحث ڪيو ويو ۽ عوام کي درپيش مسئلن جي حل لاءِ فيصلا ڪيا ويا انهي موقعي تي اڳواڻن چيو ته حڪومت کي گهرجي ته عوام جا مسئلا حل ڪري جي حوالي سان شهر ۾ اجلاس ٿيو جنهن ۾ مختلف مسئلن تي بحث ڪيو ويو ۽ عوام کي درپيش مسئلن جي حل لاءِ فيصلا ڪيا ويا انهي موقعي تي اڳواڻن چيو ته حڪومت کي گهرجي ته عوام جا مسئلا حل ڪري جي حوالي سان شهر ۾ اجلاس ٿيو جنهن ۾ مختلف مسئلن تي بحث ڪيو ويو ۽ عوام کي درپيش مسئلن جي حل لاءِ فيصلا ڪيا ويا انهي موقعي تي اڳواڻن چيو ته حڪومت کي گهرجي ته عوام جا مسئلا حل ڪري جي حوالي سان شهر ۾ اجلاس ٿيو جنهن ۾ مختلف مسئلن تي بحث ڪيو ويو ۽ عوام کي درپيش مسئلن جي حل لاءِ فيصلا ڪيا ويا انهي موقعي تي اڳواڻن چيو ته حڪومت کي گهرجي ته عوام جا مسئلا حل ڪري جي حوالي سان شهر ۾ اجلاس ٿيو جنهن ۾ مختلف مسئلن تي بحث ڪيو ويو ۽ عوام کي درپيش مسئلن جي حل لاءِ فيصلا ڪيا ويا انهي موقعي تي اڳواڻن چيو ته حڪومت کي گهرجي ته عوام جا مسئلا حل ڪري [542,1540,667,1948]
story-headline: خيرپور [947,1661,1060,1673]
story-headline: ٽنڊو غلام علي [16,942,129,954]
news-column [1070,39,1203,2575]
story-headline: ٿاڻو بولا خان [415,1052,528,1064]
story-body: جي حوالي سان شهر ۾ اجلاس ٿيو جنهن ۾ مختلف مسئلن تي بحث ڪيو ويو ۽ عوام کي درپيش مسئلن جي حل لاءِ فيصلا ڪيا ويا انهي موقعي تي اڳواڻن چيو ته حڪومت کي گهرجي ته عوام جا مسئلا حل ڪري جي حوالي سان شهر ۾ اجلاس ٿيو جنهن ۾ مختلف مسئلن تي بحث ڪيو ويو ۽ عوام کي درپيش مسئلن جي حل لاءِ فيصلا ڪيا ويا انهي موقعي تي اڳواڻن چيو ته حڪومت کي گهرجي ته عوام جا مسئلا حل ڪري جي حوالي سان شهر ۾ اجلاس ٿيو جنهن ۾ مختلف مسئلن تي بحث ڪيو ويو ۽ عوام کي درپيش مسئلن جي حل لاءِ فيصلا ڪيا ويا انهي موقعي تي اڳواڻن چيو ته حڪومت کي گهرجي ته عوام جا مسئلا حل ڪري جي حوالي سان شهر ۾ اجلاس ٿيو جنهن ۾ مختلف مسئلن تي بحث ڪيو ويو ۽ عوام کي درپيش مسئلن جي حل لاءِ فيصلا ڪيا ويا انهي موقعي تي اڳواڻن چيو ته حڪومت کي گهرجي ته عوام جا مسئلا حل ڪري جي حوالي سان شهر ۾ اجلاس ٿيو جنهن ۾ مختلف مسئلن تي بحث ڪيو ويو ۽ عوام کي درپيش مسئلن جي حل لاءِ فيصلا ڪيا ويا انهي موقعي تي اڳواڻن چيو ته حڪومت کي گهرجي ته عوام جا مسئلا حل ڪري جي حوالي سان شهر ۾ اجلاس ٿيو جنهن ۾ مختلف مسئلن تي بحث ڪيو ويو ۽ عوام کي درپيش مسئلن جي حل لاءِ فيصلا ڪيا ويا انهي موقعي تي اڳواڻن چيو ته حڪومت کي گهرجي ته عوام جا مسئلا حل ڪري [941,1676,1066,1948]
story-headline: ٽنڊو الهيار [1080,1952,1193,1964]
story-headline: مسسات پٽيا [16,42,129,54]
story-headline: بدين [16,470,129,482]
story-headline: ٽنڊو باگو [149,1615,262,1627]
story-body: جي حوالي سان شهر ۾ اجلاس ٿيو جنهن ۾ مختلف مسئلن تي بحث ڪيو ويو ۽ عوام کي درپيش مسئلن جي حل لاءِ فيصلا ڪيا ويا انهي موقعي تي اڳواڻن چيو ته حڪومت کي گهرجي ته عوام جا مسئلا حل ڪري جي حوالي سان شهر ۾ اجلاس ٿيو جنهن ۾ مختلف مسئلن تي بحث ڪيو ويو ۽ عوام کي درپيش مسئلن جي حل لاءِ فيصلا ڪيا ويا انهي موقعي تي اڳواڻن چيو ته حڪومت کي گهرجي ته عوام جا مسئلا حل ڪري جي حوالي سان شهر ۾ اجلاس ٿيو جنهن ۾ مختلف مسئلن تي بحث ڪيو ويو ۽ عوام کي درپيش مسئلن جي حل لاءِ فيصلا ڪيا ويا انهي موقعي تي اڳواڻن چيو ته حڪومت کي گهرجي ته عوام جا مسئلا حل ڪري جي حوالي سان شهر ۾ اجلاس ٿيو جنهن ۾ مختلف مسئلن تي بحث ڪيو ويو ۽ عوام کي درپيش مسئلن جي حل لاءِ فيصلا ڪيا ويا انهي موقعي تي اڳواڻن چيو ته حڪومت کي گهرجي ته عوام جا مسئلا حل ڪري جي حوالي سان شهر ۾ اجلاس ٿيو جنهن ۾ مختلف مسئلن تي بحث ڪيو ويو ۽ عوام کي درپيش مسئلن جي حل لاءِ فيصلا ڪيا ويا انهي موقعي تي اڳواڻن چيو ته حڪومت کي گهرجي ته عوام جا مسئلا حل ڪري جي حوالي سان شهر ۾ اجلاس ٿيو جنهن ۾ مختلف مسئلن تي بحث ڪيو ويو ۽ عوام کي درپيش مسئلن جي حل لاءِ فيصلا ڪيا ويا انهي موقعي تي اڳواڻن چيو ته حڪومت کي گهرجي ته عوام جا مسئلا حل ڪري جي حوالي سان شهر ۾ اجلاس ٿيو جنهن ۾ مختلف مسئلن تي بحث ڪيو ويو ۽ عوام کي درپيش مسئلن جي حل لاءِ فيصلا ڪيا ويا انهي موقعي تي اڳواڻن چيو ته حڪومت کي گهرجي ته عوام جا مسئلا حل ڪري جي حوالي سان شهر ۾ اجلاس ٿيو جنهن ۾ مختلف مسئلن تي بحث ڪيو ويو ۽ عوام کي درپيش مسئلن جي حل لاءِ فيصلا ڪيا ويا انهي موقعي تي اڳواڻن چيو ته حڪومت کي گهرجي ته عوام جا مسئلا حل ڪري جي حوالي سان شهر ۾ اجلاس ٿيو جنهن ۾ مختلف مسئلن تي بحث ڪيو ويو ۽ عوام کي درپيش مسئلن جي حل لاءِ فيصلا ڪيا ويا انهي موقعي تي اڳواڻن چيو ته حڪومت کي گهرجي ته عوام جا مسئلا حل ڪري [941,776,1066,1184]
story-body: جي حوالي سان شهر ۾ اجلاس ٿيو جنهن ۾ مختلف مسئلن تي بحث ڪيو ويو ۽ عوام کي درپيش مسئلن جي حل لاءِ فيصلا ڪيا ويا انهي موقعي تي اڳواڻن چيو ته حڪومت کي گهرجي ته عوام جا مسئلا حل ڪري جي حوالي سان شهر ۾ اجلاس ٿيو جنهن ۾ مختلف مسئلن تي بحث ڪيو ويو ۽ عوام کي درپيش مسئلن جي حل لاءِ فيصلا ڪيا ويا انهي موقعي تي اڳواڻن چيو ته حڪومت کي گهرجي ته عوام جا مسئلا حل ڪري جي حوالي سان شهر ۾ اجلاس ٿيو جنهن ۾ مختلف مسئلن تي بحث ڪيو ويو ۽ عوام کي درپيش مسئلن جي حل لاءِ فيصلا ڪيا ويا انهي موقعي تي اڳواڻن چيو ته حڪومت کي گهرجي ته عوام جا مسئلا حل ڪري جي حوالي سان شهر ۾ اجلاس ٿيو جنهن ۾ مختلف مسئلن تي بحث ڪيو ويو ۽ عوام کي درپيش مسئلن جي حل لاءِ فيصلا ڪيا ويا انهي موقعي تي اڳواڻن چيو ته حڪومت کي گهرجي ته عوام جا مسئلا حل ڪري جي حوالي سان شهر ۾ اجلاس ٿيو جنهن ۾ مختلف مسئلن تي بحث ڪيو ويو ۽ عوام کي درپيش مسئلن جي حل لاءِ فيصلا ڪيا ويا انهي موقعي تي اڳواڻن چيو ته حڪومت کي گهرجي ته عوام جا مسئلا حل ڪري جي حوالي سان شهر ۾ اجلاس ٿيو جنهن ۾ مختلف مسئلن تي بحث ڪيو ويو ۽ عوام کي درپيش مسئلن جي حل لاءِ فيصلا ڪيا ويا انهي موقعي تي اڳواڻن چيو ته حڪومت کي گهرجي ته عوام جا مسئلا حل ڪري جي حوالي سان شهر ۾ اجلاس ٿيو جنهن ۾ مختلف مسئلن تي بحث ڪيو ويو ۽ عوام کي درپيش مسئلن جي حل لاءِ فيصلا ڪيا ويا انهي موقعي تي اڳواڻن چيو ته حڪومت کي گهرجي ته عوام جا مسئلا حل ڪري جي حوالي سان شهر ۾ اجلاس ٿيو جنهن ۾ مختلف مسئلن تي بحث ڪيو ويو ۽ عوام کي درپيش مسئلن جي حل لاءِ فيصلا ڪيا ويا انهي موقعي تي اڳواڻن چيو ته حڪومت کي گهرجي ته عوام جا مسئلا حل ڪري جي حوالي سان شهر ۾ اجلاس ٿيو جنهن ۾ مختلف مسئلن تي بحث ڪيو ويو ۽ عوام کي درپيش مسئلن جي حل لاءِ فيصلا ڪيا ويا انهي موقعي تي اڳواڻن چيو ته حڪومت کي گهرجي ته عوام جا مسئلا حل ڪري [276,776,401,1184]
story-headline: ٺٽو [814,424,927,436]
story-body: جي حوالي سان شهر ۾ اجلاس ٿيو جنهن ۾ مختلف مسئلن تي بحث ڪيو ويو ۽ عوام کي درپيش مسئلن جي حل لاءِ فيصلا ڪيا ويا انهي موقعي تي اڳواڻن چيو ته حڪومت کي گهرجي ته عوام جا مسئلا حل ڪري جي حوالي سان شهر ۾ اجلاس ٿيو جنهن ۾ مختلف مسئلن تي بحث ڪيو ويو ۽ عوام کي درپيش مسئلن جي حل لاءِ فيصلا ڪيا ويا انهي موقعي تي اڳواڻن چيو ته حڪومت کي گهرجي ته عوام جا مسئلا حل ڪري جي حوالي سان شهر ۾ اجلاس ٿيو جنهن ۾ مختلف مسئلن تي بحث ڪيو ويو ۽ عوام کي درپيش مسئلن جي حل لاءِ فيصلا ڪيا ويا انهي موقعي تي اڳواڻن چيو ته حڪومت کي گهرجي ته عوام جا مسئلا حل ڪري جي حوالي سان شهر ۾ اجلاس ٿيو جنهن ۾ مختلف مسئلن تي بحث ڪيو ويو ۽ عوام کي درپيش مسئلن جي حل لاءِ فيصلا ڪيا ويا انهي موقعي تي اڳواڻن چيو ته حڪومت کي گهرجي ته عوام جا مسئلا حل ڪري جي حوالي سان شهر ۾ اجلاس ٿيو جنهن ۾ مختلف مسئلن تي بحث ڪيو ويو ۽ عوام کي درپيش مسئلن جي حل لاءِ فيصلا ڪيا ويا انهي موقعي تي اڳواڻن چيو ته حڪومت کي گهرجي ته عوام جا مسئلا حل ڪري جي حوالي سان شهر ۾ اجلاس ٿيو جنهن ۾ مختلف مسئلن تي بحث ڪيو ويو ۽ عوام کي درپيش مسئلن جي حل لاءِ فيصلا ڪيا ويا انهي موقعي تي اڳواڻن چيو ته حڪومت کي گهرجي ته عوام جا مسئلا حل ڪري جي حوالي سان شهر ۾ اجلاس ٿيو جنهن ۾ مختلف مسئلن تي بحث ڪيو ويو ۽ عوام کي درپيش مسئلن جي حل لاءِ فيصلا ڪيا ويا انهي موقعي تي اڳواڻن چيو ته حڪومت کي گهرجي ته عوام جا مسئلا حل ڪري [1074,349,1199,666]
story-headline: اسپين سرائون [149,42,262,54]
nameplate-daily: Daily [68,8,108,28]
story-body: جي حوالي سان شهر ۾ اجلاس ٿيو جنهن ۾ مختلف مسئلن تي بحث ڪيو ويو ۽ عوام کي درپيش مسئلن جي حل لاءِ فيصلا ڪيا ويا انهي موقعي تي اڳواڻن چيو ته حڪومت کي گهرجي ته عوام جا مسئلا حل ڪري جي حوالي سان شهر ۾ اجلاس ٿيو جنهن ۾ مختلف مسئلن تي بحث ڪيو ويو ۽ عوام کي درپيش مسئلن جي حل لاءِ فيصلا ڪيا ويا انهي موقعي تي اڳواڻن چيو ته حڪومت کي گهرجي ته عوام جا مسئلا حل ڪري جي حوالي سان شهر ۾ اجلاس ٿيو جنهن ۾ مختلف مسئلن تي بحث ڪيو ويو ۽ عوام کي درپيش مسئلن جي حل لاءِ فيصلا ڪيا ويا انهي موقعي تي اڳواڻن چيو ته حڪومت کي گهرجي ته عوام جا مسئلا حل ڪري جي حوالي سان شهر ۾ اجلاس ٿيو جنهن ۾ مختلف مسئلن تي بحث ڪيو ويو ۽ عوام کي درپيش مسئلن جي حل لاءِ فيصلا ڪيا ويا انهي موقعي تي اڳواڻن چيو ته حڪومت کي گهرجي ته عوام جا مسئلا حل ڪري جي حوالي سان شهر ۾ اجلاس ٿيو جنهن ۾ مختلف مسئلن تي بحث ڪيو ويو ۽ عوام کي درپيش مسئلن جي حل لاءِ فيصلا ڪيا ويا انهي موقعي تي اڳواڻن چيو ته حڪومت کي گهرجي ته عوام جا مسئلا حل ڪري جي حوالي سان شهر ۾ اجلاس ٿيو جنهن ۾ مختلف مسئلن تي بحث ڪيو ويو ۽ عوام کي درپيش مسئلن جي حل لاءِ فيصلا ڪيا ويا انهي موقعي تي اڳواڻن چيو ته حڪومت کي گهرجي ته عوام جا مسئلا حل ڪري [143,1340,268,1611]
story-body: جي حوالي سان شهر ۾ اجلاس ٿيو جنهن ۾ مختلف مسئلن تي بحث ڪيو ويو ۽ عوام کي درپيش مسئلن جي حل لاءِ فيصلا ڪيا ويا انهي موقعي تي اڳواڻن چيو ته حڪومت کي گهرجي ته عوام جا مسئلا حل ڪري جي حوالي سان شهر ۾ اجلاس ٿيو جنهن ۾ مختلف مسئلن تي بحث ڪيو ويو ۽ عوام کي درپيش مسئلن جي حل لاءِ فيصلا ڪيا ويا انهي موقعي تي اڳواڻن چيو ته حڪومت کي گهرجي ته عوام جا مسئلا حل ڪري جي حوالي سان شهر ۾ اجلاس ٿيو جنهن ۾ مختلف مسئلن تي بحث ڪيو ويو ۽ عوام کي درپيش مسئلن جي حل لاءِ فيصلا ڪيا ويا انهي موقعي تي اڳواڻن چيو ته حڪومت کي گهرجي ته عوام جا مسئلا حل ڪري جي حوالي سان شهر ۾ اجلاس ٿيو جنهن ۾ مختلف مسئلن تي بحث ڪيو ويو ۽ عوام کي درپيش مسئلن جي حل لاءِ فيصلا ڪيا ويا انهي موقعي تي اڳواڻن چيو ته حڪومت کي گهرجي ته عوام جا مسئلا حل ڪري جي حوالي سان شهر ۾ اجلاس ٿيو جنهن ۾ مختلف مسئلن تي بحث ڪيو ويو ۽ عوام کي درپيش مسئلن جي حل لاءِ فيصلا ڪيا ويا انهي موقعي تي اڳواڻن چيو ته حڪومت کي گهرجي ته عوام جا مسئلا حل ڪري جي حوالي سان شهر ۾ اجلاس ٿيو جنهن ۾ مختلف مسئلن تي بحث ڪيو ويو ۽ عوام کي درپيش مسئلن جي حل لاءِ فيصلا ڪيا ويا انهي موقعي تي اڳواڻن چيو ته حڪومت کي گهرجي ته عوام جا مسئلا حل ڪري جي حوالي سان شهر ۾ اجلاس ٿيو جنهن ۾ مختلف مسئلن تي بحث ڪيو ويو ۽ عوام کي درپيش مسئلن جي حل لاءِ فيصلا ڪيا ويا انهي موقعي تي اڳواڻن چيو ته حڪومت کي گهرجي ته عوام جا مسئلا حل ڪري جي حوالي سان شهر ۾ اجلاس ٿيو جنهن ۾ مختلف مسئلن تي بحث ڪيو ويو ۽ عوام کي درپيش مسئلن جي حل لاءِ فيصلا ڪيا ويا انهي موقعي تي اڳواڻن چيو ته حڪومت کي گهرجي ته عوام جا مسئلا حل ڪري جي حوالي سان شهر ۾ اجلاس ٿيو جنهن ۾ مختلف مسئلن تي بحث ڪيو ويو ۽ عوام کي درپيش مسئلن جي حل لاءِ فيصلا ڪيا ويا انهي موقعي تي اڳواڻن چيو ته حڪومت کي گهرجي ته عوام جا مسئلا حل ڪري جي حوالي سان شهر ۾ اجلاس ٿيو جنهن ۾ مختلف مسئلن تي بحث ڪيو ويو ۽ عوام کي درپيش مسئلن جي حل لاءِ فيصلا ڪيا ويا انهي موقعي تي اڳواڻن چيو ته حڪومت کي گهرجي ته عوام جا مسئلا حل ڪري [675,485,800,938]
story-headline: نوشهروفيروز [947,1188,1060,1200]
story-body: جي حوالي سان شهر ۾ اجلاس ٿيو جنهن ۾ مختلف مسئلن تي بحث ڪيو ويو ۽ عوام کي درپيش مسئلن جي حل لاءِ فيصلا ڪيا ويا انهي موقعي تي اڳواڻن چيو ته حڪومت کي گهرجي ته عوام جا مسئلا حل ڪري جي حوالي سان شهر ۾ اجلاس ٿيو جنهن ۾ مختلف مسئلن تي بحث ڪيو ويو ۽ عوام کي درپيش مسئلن جي حل لاءِ فيصلا ڪيا ويا انهي موقعي تي اڳواڻن چيو ته حڪومت کي گهرجي ته عوام جا مسئلا حل ڪري جي حوالي سان شهر ۾ اجلاس ٿيو جنهن ۾ مختلف مسئلن تي بحث ڪيو ويو ۽ عوام کي درپيش مسئلن جي حل لاءِ فيصلا ڪيا ويا انهي موقعي تي اڳواڻن چيو ته حڪومت کي گهرجي ته عوام جا مسئلا حل ڪري جي حوالي سان شهر ۾ اجلاس ٿيو جنهن ۾ مختلف مسئلن تي بحث ڪيو ويو ۽ عوام کي درپيش مسئلن جي حل لاءِ فيصلا ڪيا ويا انهي موقعي تي اڳواڻن چيو ته حڪومت کي گهرجي ته عوام جا مسئلا حل ڪري جي حوالي سان شهر ۾ اجلاس ٿيو جنهن ۾ مختلف مسئلن تي بحث ڪيو ويو ۽ عوام کي درپيش مسئلن جي حل لاءِ فيصلا ڪيا ويا انهي موقعي تي اڳواڻن چيو ته حڪومت کي گهرجي ته عوام جا مسئلا حل ڪري جي حوالي سان شهر ۾ اجلاس ٿيو جنهن ۾ مختلف مسئلن تي بحث ڪيو ويو ۽ عوام کي درپيش مسئلن جي حل لاءِ فيصلا ڪيا ويا انهي موقعي تي اڳواڻن چيو ته حڪومت کي گهرجي ته عوام جا مسئلا حل ڪري جي حوالي سان شهر ۾ اجلاس ٿيو جنهن ۾ مختلف مسئلن تي بحث ڪيو ويو ۽ عوام کي درپيش مسئلن جي حل لاءِ فيصلا ڪيا ويا انهي موقعي تي اڳواڻن چيو ته حڪومت کي گهرجي ته عوام جا مسئلا حل ڪري [941,58,1066,375]
story-headline: ڪوٽڙي [415,670,528,682]
story-body: جي حوالي سان شهر ۾ اجلاس ٿيو جنهن ۾ مختلف مسئلن تي بحث ڪيو ويو ۽ عوام کي درپيش مسئلن جي حل لاءِ فيصلا ڪيا ويا انهي موقعي تي اڳواڻن چيو ته حڪومت کي گهرجي ته عوام جا مسئلا حل ڪري جي حوالي سان شهر ۾ اجلاس ٿيو جنهن ۾ مختلف مسئلن تي بحث ڪيو ويو ۽ عوام کي درپيش مسئلن جي حل لاءِ فيصلا ڪيا ويا انهي موقعي تي اڳواڻن چيو ته حڪومت کي گهرجي ته عوام جا مسئلا حل ڪري جي حوالي سان شهر ۾ اجلاس ٿيو جنهن ۾ مختلف مسئلن تي بحث ڪيو ويو ۽ عوام کي درپيش مسئلن جي حل لاءِ فيصلا ڪيا ويا انهي موقعي تي اڳواڻن چيو ته حڪومت کي گهرجي ته عوام جا مسئلا حل ڪري جي حوالي سان شهر ۾ اجلاس ٿيو جنهن ۾ مختلف مسئلن تي بحث ڪيو ويو ۽ عوام کي درپيش مسئلن جي حل لاءِ فيصلا ڪيا ويا انهي موقعي تي اڳواڻن چيو ته حڪومت کي گهرجي ته عوام جا مسئلا حل ڪري جي حوالي سان شهر ۾ اجلاس ٿيو جنهن ۾ مختلف مسئلن تي بحث ڪيو ويو ۽ عوام کي درپيش مسئلن جي حل لاءِ فيصلا ڪيا ويا انهي موقعي تي اڳواڻن چيو ته حڪومت کي گهرجي ته عوام جا مسئلا حل ڪري جي حوالي سان شهر ۾ اجلاس ٿيو جنهن ۾ مختلف مسئلن تي بحث ڪيو ويو ۽ عوام کي درپيش مسئلن جي حل لاءِ فيصلا ڪيا ويا انهي موقعي تي اڳواڻن چيو ته حڪومت کي گهرجي ته عوام جا مسئلا حل ڪري جي حوالي سان شهر ۾ اجلاس ٿيو جنهن ۾ مختلف مسئلن تي بحث ڪيو ويو ۽ عوام کي درپيش مسئلن جي حل لاءِ فيصلا ڪيا ويا انهي موقعي تي اڳواڻن چيو ته حڪومت کي گهرجي ته عوام جا مسئلا حل ڪري [276,58,401,375]
story-headline: شهدادڪوٽ [681,1233,794,1245]
news-column [272,39,405,2284]
english-nameplate [68,4,287,30]
news-column [804,39,937,2329]
news-column [6,39,139,1948]
story-headline: قمبر [681,942,794,954]
story-body: جي حوالي سان شهر ۾ اجلاس ٿيو جنهن ۾ مختلف مسئلن تي بحث ڪيو ويو ۽ عوام کي درپيش مسئلن جي حل لاءِ فيصلا ڪيا ويا انهي موقعي تي اڳواڻن چيو ته حڪومت کي گهرجي ته عوام جا مسئلا حل ڪري جي حوالي سان شهر ۾ اجلاس ٿيو جنهن ۾ مختلف مسئلن تي بحث ڪيو ويو ۽ عوام کي درپيش مسئلن جي حل لاءِ فيصلا ڪيا ويا انهي موقعي تي اڳواڻن چيو ته حڪومت کي گهرجي ته عوام جا مسئلا حل ڪري جي حوالي سان شهر ۾ اجلاس ٿيو جنهن ۾ مختلف مسئلن تي بحث ڪيو ويو ۽ عوام کي درپيش مسئلن جي حل لاءِ فيصلا ڪيا ويا انهي موقعي تي اڳواڻن چيو ته حڪومت کي گهرجي ته عوام جا مسئلا حل ڪري جي حوالي سان شهر ۾ اجلاس ٿيو جنهن ۾ مختلف مسئلن تي بحث ڪيو ويو ۽ عوام کي درپيش مسئلن جي حل لاءِ فيصلا ڪيا ويا انهي موقعي تي اڳواڻن چيو ته حڪومت کي گهرجي ته عوام جا مسئلا حل ڪري جي حوالي سان شهر ۾ اجلاس ٿيو جنهن ۾ مختلف مسئلن تي بحث ڪيو ويو ۽ عوام کي درپيش مسئلن جي حل لاءِ فيصلا ڪيا ويا انهي موقعي تي اڳواڻن چيو ته حڪومت کي گهرجي ته عوام جا مسئلا حل ڪري جي حوالي سان شهر ۾ اجلاس ٿيو جنهن ۾ مختلف مسئلن تي بحث ڪيو ويو ۽ عوام کي درپيش مسئلن جي حل لاءِ فيصلا ڪيا ويا انهي موقعي تي اڳواڻن چيو ته حڪومت کي گهرجي ته عوام جا مسئلا حل ڪري جي حوالي سان شهر ۾ اجلاس ٿيو جنهن ۾ مختلف مسئلن تي بحث ڪيو ويو ۽ عوام کي درپيش مسئلن جي حل لاءِ فيصلا ڪيا ويا انهي موقعي تي اڳواڻن چيو ته حڪومت کي گهرجي ته عوام جا مسئلا حل ڪري جي حوالي سان شهر ۾ اجلاس ٿيو جنهن ۾ مختلف مسئلن تي بحث ڪيو ويو ۽ عوام کي درپيش مسئلن جي حل لاءِ فيصلا ڪيا ويا انهي موقعي تي اڳواڻن چيو ته حڪومت کي گهرجي ته عوام جا مسئلا حل ڪري جي حوالي سان شهر ۾ اجلاس ٿيو جنهن ۾ مختلف مسئلن تي بحث ڪيو ويو ۽ عوام کي درپيش مسئلن جي حل لاءِ فيصلا ڪيا ويا انهي موقعي تي اڳواڻن چيو ته حڪومت کي گهرجي ته عوام جا مسئلا حل ڪري جي حوالي سان شهر ۾ اجلاس ٿيو جنهن ۾ مختلف مسئلن تي بحث ڪيو ويو ۽ عوام کي درپيش مسئلن جي حل لاءِ فيصلا ڪيا ويا انهي موقعي تي اڳواڻن چيو ته حڪومت کي گهرجي ته عوام جا مسئلا حل ڪري [941,1204,1066,1656]
story-body: جي حوالي سان شهر ۾ اجلاس ٿيو جنهن ۾ مختلف مسئلن تي بحث ڪيو ويو ۽ عوام کي درپيش مسئلن جي حل لاءِ فيصلا ڪيا ويا انهي موقعي تي اڳواڻن چيو ته حڪومت کي گهرجي ته عوام جا مسئلا حل ڪري جي حوالي سان شهر ۾ اجلاس ٿيو جنهن ۾ مختلف مسئلن تي بحث ڪيو ويو ۽ عوام کي درپيش مسئلن جي حل لاءِ فيصلا ڪيا ويا انهي موقعي تي اڳواڻن چيو ته حڪومت کي گهرجي ته عوام جا مسئلا حل ڪري جي حوالي سان شهر ۾ اجلاس ٿيو جنهن ۾ مختلف مسئلن تي بحث ڪيو ويو ۽ عوام کي درپيش مسئلن جي حل لاءِ فيصلا ڪيا ويا انهي موقعي تي اڳواڻن چيو ته حڪومت کي گهرجي ته عوام جا مسئلا حل ڪري جي حوالي سان شهر ۾ اجلاس ٿيو جنهن ۾ مختلف مسئلن تي بحث ڪيو ويو ۽ عوام کي درپيش مسئلن جي حل لاءِ فيصلا ڪيا ويا انهي موقعي تي اڳواڻن چيو ته حڪومت کي گهرجي ته عوام جا مسئلا حل ڪري جي حوالي سان شهر ۾ اجلاس ٿيو جنهن ۾ مختلف مسئلن تي بحث ڪيو ويو ۽ عوام کي درپيش مسئلن جي حل لاءِ فيصلا ڪيا ويا انهي موقعي تي اڳواڻن چيو ته حڪومت کي گهرجي ته عوام جا مسئلا حل ڪري جي حوالي سان شهر ۾ اجلاس ٿيو جنهن ۾ مختلف مسئلن تي بحث ڪيو ويو ۽ عوام کي درپيش مسئلن جي حل لاءِ فيصلا ڪيا ويا انهي موقعي تي اڳواڻن چيو ته حڪومت کي گهرجي ته عوام جا مسئلا حل ڪري جي حوالي سان شهر ۾ اجلاس ٿيو جنهن ۾ مختلف مسئلن تي بحث ڪيو ويو ۽ عوام کي درپيش مسئلن جي حل لاءِ فيصلا ڪيا ويا انهي موقعي تي اڳواڻن چيو ته حڪومت کي گهرجي ته عوام جا مسئلا حل ڪري جي حوالي سان شهر ۾ اجلاس ٿيو جنهن ۾ مختلف مسئلن تي بحث ڪيو ويو ۽ عوام کي درپيش مسئلن جي حل لاءِ فيصلا ڪيا ويا انهي موقعي تي اڳواڻن چيو ته حڪومت کي گهرجي ته عوام جا مسئلا حل ڪري جي حوالي سان شهر ۾ اجلاس ٿيو جنهن ۾ مختلف مسئلن تي بحث ڪيو ويو ۽ عوام کي درپيش مسئلن جي حل لاءِ فيصلا ڪيا ويا انهي موقعي تي اڳواڻن چيو ته حڪومت کي گهرجي ته عوام جا مسئلا حل ڪري جي حوالي سان شهر ۾ اجلاس ٿيو جنهن ۾ مختلف مسئلن تي بحث ڪيو ويو ۽ عوام کي درپيش مسئلن جي حل لاءِ فيصلا ڪيا ويا انهي موقعي تي اڳواڻن چيو ته حڪومت کي گهرجي ته عوام جا مسئلا حل ڪري [10,485,135,938]
story-body: جي حوالي سان شهر ۾ اجلاس ٿيو جنهن ۾ مختلف مسئلن تي بحث ڪيو ويو ۽ عوام کي درپيش مسئلن جي حل لاءِ فيصلا ڪيا ويا انهي موقعي تي اڳواڻن چيو ته حڪومت کي گهرجي ته عوام جا مسئلا حل ڪري جي حوالي سان شهر ۾ اجلاس ٿيو جنهن ۾ مختلف مسئلن تي بحث ڪيو ويو ۽ عوام کي درپيش مسئلن جي حل لاءِ فيصلا ڪيا ويا انهي موقعي تي اڳواڻن چيو ته حڪومت کي گهرجي ته عوام جا مسئلا حل ڪري جي حوالي سان شهر ۾ اجلاس ٿيو جنهن ۾ مختلف مسئلن تي بحث ڪيو ويو ۽ عوام کي درپيش مسئلن جي حل لاءِ فيصلا ڪيا ويا انهي موقعي تي اڳواڻن چيو ته حڪومت کي گهرجي ته عوام جا مسئلا حل ڪري جي حوالي سان شهر ۾ اجلاس ٿيو جنهن ۾ مختلف مسئلن تي بحث ڪيو ويو ۽ عوام کي درپيش مسئلن جي حل لاءِ فيصلا ڪيا ويا انهي موقعي تي اڳواڻن چيو ته حڪومت کي گهرجي ته عوام جا مسئلا حل ڪري جي حوالي سان شهر ۾ اجلاس ٿيو جنهن ۾ مختلف مسئلن تي بحث ڪيو ويو ۽ عوام کي درپيش مسئلن جي حل لاءِ فيصلا ڪيا ويا انهي موقعي تي اڳواڻن چيو ته حڪومت کي گهرجي ته عوام جا مسئلا حل ڪري جي حوالي سان شهر ۾ اجلاس ٿيو جنهن ۾ مختلف مسئلن تي بحث ڪيو ويو ۽ عوام کي درپيش مسئلن جي حل لاءِ فيصلا ڪيا ويا انهي موقعي تي اڳواڻن چيو ته حڪومت کي گهرجي ته عوام جا مسئلا حل ڪري جي حوالي سان شهر ۾ اجلاس ٿيو جنهن ۾ مختلف مسئلن تي بحث ڪيو ويو ۽ عوام کي درپيش مسئلن جي حل لاءِ فيصلا ڪيا ويا انهي موقعي تي اڳواڻن چيو ته حڪومت کي گهرجي ته عوام جا مسئلا حل ڪري [10,1249,135,1566]
story-body: جي حوالي سان شهر ۾ اجلاس ٿيو جنهن ۾ مختلف مسئلن تي بحث ڪيو ويو ۽ عوام کي درپيش مسئلن جي حل لاءِ فيصلا ڪيا ويا انهي موقعي تي اڳواڻن چيو ته حڪومت کي گهرجي ته عوام جا مسئلا حل ڪري جي حوالي سان شهر ۾ اجلاس ٿيو جنهن ۾ مختلف مسئلن تي بحث ڪيو ويو ۽ عوام کي درپيش مسئلن جي حل لاءِ فيصلا ڪيا ويا انهي موقعي تي اڳواڻن چيو ته حڪومت کي گهرجي ته عوام جا مسئلا حل ڪري جي حوالي سان شهر ۾ اجلاس ٿيو جنهن ۾ مختلف مسئلن تي بحث ڪيو ويو ۽ عوام کي درپيش مسئلن جي حل لاءِ فيصلا ڪيا ويا انهي موقعي تي اڳواڻن چيو ته حڪومت کي گهرجي ته عوام جا مسئلا حل ڪري جي حوالي سان شهر ۾ اجلاس ٿيو جنهن ۾ مختلف مسئلن تي بحث ڪيو ويو ۽ عوام کي درپيش مسئلن جي حل لاءِ فيصلا ڪيا ويا انهي موقعي تي اڳواڻن چيو ته حڪومت کي گهرجي ته عوام جا مسئلا حل ڪري جي حوالي سان شهر ۾ اجلاس ٿيو جنهن ۾ مختلف مسئلن تي بحث ڪيو ويو ۽ عوام کي درپيش مسئلن جي حل لاءِ فيصلا ڪيا ويا انهي موقعي تي اڳواڻن چيو ته حڪومت کي گهرجي ته عوام جا مسئلا حل ڪري جي حوالي سان شهر ۾ اجلاس ٿيو جنهن ۾ مختلف مسئلن تي بحث ڪيو ويو ۽ عوام کي درپيش مسئلن جي حل لاءِ فيصلا ڪيا ويا انهي موقعي تي اڳواڻن چيو ته حڪومت کي گهرجي ته عوام جا مسئلا حل ڪري جي حوالي سان شهر ۾ اجلاس ٿيو جنهن ۾ مختلف مسئلن تي بحث ڪيو ويو ۽ عوام کي درپيش مسئلن جي حل لاءِ فيصلا ڪيا ويا انهي موقعي تي اڳواڻن چيو ته حڪومت کي گهرجي ته عوام جا مسئلا حل ڪري [941,1968,1066,2284]
page-number: 7 [1111,2,1143,34]
story-body: جي حوالي سان شهر ۾ اجلاس ٿيو جنهن ۾ مختلف مسئلن تي بحث ڪيو ويو ۽ عوام کي درپيش مسئلن جي حل لاءِ فيصلا ڪيا ويا انهي موقعي تي اڳواڻن چيو ته حڪومت کي گهرجي ته عوام جا مسئلا حل ڪري جي حوالي سان شهر ۾ اجلاس ٿيو جنهن ۾ مختلف مسئلن تي بحث ڪيو ويو ۽ عوام کي درپيش مسئلن جي حل لاءِ فيصلا ڪيا ويا انهي موقعي تي اڳواڻن چيو ته حڪومت کي گهرجي ته عوام جا مسئلا حل ڪري جي حوالي سان شهر ۾ اجلاس ٿيو جنهن ۾ مختلف مسئلن تي بحث ڪيو ويو ۽ عوام کي درپيش مسئلن جي حل لاءِ فيصلا ڪيا ويا انهي موقعي تي اڳواڻن چيو ته حڪومت کي گهرجي ته عوام جا مسئلا حل ڪري جي حوالي سان شهر ۾ اجلاس ٿيو جنهن ۾ مختلف مسئلن تي بحث ڪيو ويو ۽ عوام کي درپيش مسئلن جي حل لاءِ فيصلا ڪيا ويا انهي موقعي تي اڳواڻن چيو ته حڪومت کي گهرجي ته عوام جا مسئلا حل ڪري جي حوالي سان شهر ۾ اجلاس ٿيو جنهن ۾ مختلف مسئلن تي بحث ڪيو ويو ۽ عوام کي درپيش مسئلن جي حل لاءِ فيصلا ڪيا ويا انهي موقعي تي اڳواڻن چيو ته حڪومت کي گهرجي ته عوام جا مسئلا حل ڪري جي حوالي سان شهر ۾ اجلاس ٿيو جنهن ۾ مختلف مسئلن تي بحث ڪيو ويو ۽ عوام کي درپيش مسئلن جي حل لاءِ فيصلا ڪيا ويا انهي موقعي تي اڳواڻن چيو ته حڪومت کي گهرجي ته عوام جا مسئلا حل ڪري جي حوالي سان شهر ۾ اجلاس ٿيو جنهن ۾ مختلف مسئلن تي بحث ڪيو ويو ۽ عوام کي درپيش مسئلن جي حل لاءِ فيصلا ڪيا ويا انهي موقعي تي اڳواڻن چيو ته حڪومت کي گهرجي ته عوام جا مسئلا حل ڪري جي حوالي سان شهر ۾ اجلاس ٿيو جنهن ۾ مختلف مسئلن تي بحث ڪيو ويو ۽ عوام کي درپيش مسئلن جي حل لاءِ فيصلا ڪيا ويا انهي موقعي تي اڳواڻن چيو ته حڪومت کي گهرجي ته عوام جا مسئلا حل ڪري جي حوالي سان شهر ۾ اجلاس ٿيو جنهن ۾ مختلف مسئلن تي بحث ڪيو ويو ۽ عوام کي درپيش مسئلن جي حل لاءِ فيصلا ڪيا ويا انهي موقعي تي اڳواڻن چيو ته حڪومت کي گهرجي ته عوام جا مسئلا حل ڪري [10,58,135,465]
story-body: جي حوالي سان شهر ۾ اجلاس ٿيو جنهن ۾ مختلف مسئلن تي بحث ڪيو ويو ۽ عوام کي درپيش مسئلن جي حل لاءِ فيصلا ڪيا ويا انهي موقعي تي اڳواڻن چيو ته حڪومت کي گهرجي ته عوام جا مسئلا حل ڪري جي حوالي سان شهر ۾ اجلاس ٿيو جنهن ۾ مختلف مسئلن تي بحث ڪيو ويو ۽ عوام کي درپيش مسئلن جي حل لاءِ فيصلا ڪيا ويا انهي موقعي تي اڳواڻن چيو ته حڪومت کي گهرجي ته عوام جا مسئلا حل ڪري جي حوالي سان شهر ۾ اجلاس ٿيو جنهن ۾ مختلف مسئلن تي بحث ڪيو ويو ۽ عوام کي درپيش مسئلن جي حل لاءِ فيصلا ڪيا ويا انهي موقعي تي اڳواڻن چيو ته حڪومت کي گهرجي ته عوام جا مسئلا حل ڪري جي حوالي سان شهر ۾ اجلاس ٿيو جنهن ۾ مختلف مسئلن تي بحث ڪيو ويو ۽ عوام کي درپيش مسئلن جي حل لاءِ فيصلا ڪيا ويا انهي موقعي تي اڳواڻن چيو ته حڪومت کي گهرجي ته عوام جا مسئلا حل ڪري جي حوالي سان شهر ۾ اجلاس ٿيو جنهن ۾ مختلف مسئلن تي بحث ڪيو ويو ۽ عوام کي درپيش مسئلن جي حل لاءِ فيصلا ڪيا ويا انهي موقعي تي اڳواڻن چيو ته حڪومت کي گهرجي ته عوام جا مسئلا حل ڪري جي حوالي سان شهر ۾ اجلاس ٿيو جنهن ۾ مختلف مسئلن تي بحث ڪيو ويو ۽ عوام کي درپيش مسئلن جي حل لاءِ فيصلا ڪيا ويا انهي موقعي تي اڳواڻن چيو ته حڪومت کي گهرجي ته عوام جا مسئلا حل ڪري [1074,58,1199,329]
story-body: جي حوالي سان شهر ۾ اجلاس ٿيو جنهن ۾ مختلف مسئلن تي بحث ڪيو ويو ۽ عوام کي درپيش مسئلن جي حل لاءِ فيصلا ڪيا ويا انهي موقعي تي اڳواڻن چيو ته حڪومت کي گهرجي ته عوام جا مسئلا حل ڪري جي حوالي سان شهر ۾ اجلاس ٿيو جنهن ۾ مختلف مسئلن تي بحث ڪيو ويو ۽ عوام کي درپيش مسئلن جي حل لاءِ فيصلا ڪيا ويا انهي موقعي تي اڳواڻن چيو ته حڪومت کي گهرجي ته عوام جا مسئلا حل ڪري جي حوالي سان شهر ۾ اجلاس ٿيو جنهن ۾ مختلف مسئلن تي بحث ڪيو ويو ۽ عوام کي درپيش مسئلن جي حل لاءِ فيصلا ڪيا ويا انهي موقعي تي اڳواڻن چيو ته حڪومت کي گهرجي ته عوام جا مسئلا حل ڪري جي حوالي سان شهر ۾ اجلاس ٿيو جنهن ۾ مختلف مسئلن تي بحث ڪيو ويو ۽ عوام کي درپيش مسئلن جي حل لاءِ فيصلا ڪيا ويا انهي موقعي تي اڳواڻن چيو ته حڪومت کي گهرجي ته عوام جا مسئلا حل ڪري جي حوالي سان شهر ۾ اجلاس ٿيو جنهن ۾ مختلف مسئلن تي بحث ڪيو ويو ۽ عوام کي درپيش مسئلن جي حل لاءِ فيصلا ڪيا ويا انهي موقعي تي اڳواڻن چيو ته حڪومت کي گهرجي ته عوام جا مسئلا حل ڪري جي حوالي سان شهر ۾ اجلاس ٿيو جنهن ۾ مختلف مسئلن تي بحث ڪيو ويو ۽ عوام کي درپيش مسئلن جي حل لاءِ فيصلا ڪيا ويا انهي موقعي تي اڳواڻن چيو ته حڪومت کي گهرجي ته عوام جا مسئلا حل ڪري جي حوالي سان شهر ۾ اجلاس ٿيو جنهن ۾ مختلف مسئلن تي بحث ڪيو ويو ۽ عوام کي درپيش مسئلن جي حل لاءِ فيصلا ڪيا ويا انهي موقعي تي اڳواڻن چيو ته حڪومت کي گهرجي ته عوام جا مسئلا حل ڪري جي حوالي سان شهر ۾ اجلاس ٿيو جنهن ۾ مختلف مسئلن تي بحث ڪيو ويو ۽ عوام کي درپيش مسئلن جي حل لاءِ فيصلا ڪيا ويا انهي موقعي تي اڳواڻن چيو ته حڪومت کي گهرجي ته عوام جا مسئلا حل ڪري جي حوالي سان شهر ۾ اجلاس ٿيو جنهن ۾ مختلف مسئلن تي بحث ڪيو ويو ۽ عوام کي درپيش مسئلن جي حل لاءِ فيصلا ڪيا ويا انهي موقعي تي اڳواڻن چيو ته حڪومت کي گهرجي ته عوام جا مسئلا حل ڪري جي حوالي سان شهر ۾ اجلاس ٿيو جنهن ۾ مختلف مسئلن تي بحث ڪيو ويو ۽ عوام کي درپيش مسئلن جي حل لاءِ فيصلا ڪيا ويا انهي موقعي تي اڳواڻن چيو ته حڪومت کي گهرجي ته عوام جا مسئلا حل ڪري [276,1204,401,1656]
story-headline: اسٽينڊنگ ڪاميٽي [149,1324,262,1336]
story-body: جي حوالي سان شهر ۾ اجلاس ٿيو جنهن ۾ مختلف مسئلن تي بحث ڪيو ويو ۽ عوام کي درپيش مسئلن جي حل لاءِ فيصلا ڪيا ويا انهي موقعي تي اڳواڻن چيو ته حڪومت کي گهرجي ته عوام جا مسئلا حل ڪري جي حوالي سان شهر ۾ اجلاس ٿيو جنهن ۾ مختلف مسئلن تي بحث ڪيو ويو ۽ عوام کي درپيش مسئلن جي حل لاءِ فيصلا ڪيا ويا انهي موقعي تي اڳواڻن چيو ته حڪومت کي گهرجي ته عوام جا مسئلا حل ڪري جي حوالي سان شهر ۾ اجلاس ٿيو جنهن ۾ مختلف مسئلن تي بحث ڪيو ويو ۽ عوام کي درپيش مسئلن جي حل لاءِ فيصلا ڪيا ويا انهي موقعي تي اڳواڻن چيو ته حڪومت کي گهرجي ته عوام جا مسئلا حل ڪري جي حوالي سان شهر ۾ اجلاس ٿيو جنهن ۾ مختلف مسئلن تي بحث ڪيو ويو ۽ عوام کي درپيش مسئلن جي حل لاءِ فيصلا ڪيا ويا انهي موقعي تي اڳواڻن چيو ته حڪومت کي گهرجي ته عوام جا مسئلا حل ڪري جي حوالي سان شهر ۾ اجلاس ٿيو جنهن ۾ مختلف مسئلن تي بحث ڪيو ويو ۽ عوام کي درپيش مسئلن جي حل لاءِ فيصلا ڪيا ويا انهي موقعي تي اڳواڻن چيو ته حڪومت کي گهرجي ته عوام جا مسئلا حل ڪري جي حوالي سان شهر ۾ اجلاس ٿيو جنهن ۾ مختلف مسئلن تي بحث ڪيو ويو ۽ عوام کي درپيش مسئلن جي حل لاءِ فيصلا ڪيا ويا انهي موقعي تي اڳواڻن چيو ته حڪومت کي گهرجي ته عوام جا مسئلا حل ڪري [808,1340,933,1611]
story-headline: نوابشاهه [681,42,794,54]
news-column [671,39,804,1948]
story-headline: بدين [814,851,927,864]
story-headline: حيدرآباد [548,1952,661,1964]
story-body: جي حوالي سان شهر ۾ اجلاس ٿيو جنهن ۾ مختلف مسئلن تي بحث ڪيو ويو ۽ عوام کي درپيش مسئلن جي حل لاءِ فيصلا ڪيا ويا انهي موقعي تي اڳواڻن چيو ته حڪومت کي گهرجي ته عوام جا مسئلا حل ڪري جي حوالي سان شهر ۾ اجلاس ٿيو جنهن ۾ مختلف مسئلن تي بحث ڪيو ويو ۽ عوام کي درپيش مسئلن جي حل لاءِ فيصلا ڪيا ويا انهي موقعي تي اڳواڻن چيو ته حڪومت کي گهرجي ته عوام جا مسئلا حل ڪري جي حوالي سان شهر ۾ اجلاس ٿيو جنهن ۾ مختلف مسئلن تي بحث ڪيو ويو ۽ عوام کي درپيش مسئلن جي حل لاءِ فيصلا ڪيا ويا انهي موقعي تي اڳواڻن چيو ته حڪومت کي گهرجي ته عوام جا مسئلا حل ڪري جي حوالي سان شهر ۾ اجلاس ٿيو جنهن ۾ مختلف مسئلن تي بحث ڪيو ويو ۽ عوام کي درپيش مسئلن جي حل لاءِ فيصلا ڪيا ويا انهي موقعي تي اڳواڻن چيو ته حڪومت کي گهرجي ته عوام جا مسئلا حل ڪري جي حوالي سان شهر ۾ اجلاس ٿيو جنهن ۾ مختلف مسئلن تي بحث ڪيو ويو ۽ عوام کي درپيش مسئلن جي حل لاءِ فيصلا ڪيا ويا انهي موقعي تي اڳواڻن چيو ته حڪومت کي گهرجي ته عوام جا مسئلا حل ڪري جي حوالي سان شهر ۾ اجلاس ٿيو جنهن ۾ مختلف مسئلن تي بحث ڪيو ويو ۽ عوام کي درپيش مسئلن جي حل لاءِ فيصلا ڪيا ويا انهي موقعي تي اڳواڻن چيو ته حڪومت کي گهرجي ته عوام جا مسئلا حل ڪري جي حوالي سان شهر ۾ اجلاس ٿيو جنهن ۾ مختلف مسئلن تي بحث ڪيو ويو ۽ عوام کي درپيش مسئلن جي حل لاءِ فيصلا ڪيا ويا انهي موقعي تي اڳواڻن چيو ته حڪومت کي گهرجي ته عوام جا مسئلا حل ڪري جي حوالي سان شهر ۾ اجلاس ٿيو جنهن ۾ مختلف مسئلن تي بحث ڪيو ويو ۽ عوام کي درپيش مسئلن جي حل لاءِ فيصلا ڪيا ويا انهي موقعي تي اڳواڻن چيو ته حڪومت کي گهرجي ته عوام جا مسئلا حل ڪري [409,686,534,1048]
story-headline: عمرڪوٽ [947,379,1060,391]
story-body: جي حوالي سان شهر ۾ اجلاس ٿيو جنهن ۾ مختلف مسئلن تي بحث ڪيو ويو ۽ عوام کي درپيش مسئلن جي حل لاءِ فيصلا ڪيا ويا انهي موقعي تي اڳواڻن چيو ته حڪومت کي گهرجي ته عوام جا مسئلا حل ڪري جي حوالي سان شهر ۾ اجلاس ٿيو جنهن ۾ مختلف مسئلن تي بحث ڪيو ويو ۽ عوام کي درپيش مسئلن جي حل لاءِ فيصلا ڪيا ويا انهي موقعي تي اڳواڻن چيو ته حڪومت کي گهرجي ته عوام جا مسئلا حل ڪري جي حوالي سان شهر ۾ اجلاس ٿيو جنهن ۾ مختلف مسئلن تي بحث ڪيو ويو ۽ عوام کي درپيش مسئلن جي حل لاءِ فيصلا ڪيا ويا انهي موقعي تي اڳواڻن چيو ته حڪومت کي گهرجي ته عوام جا مسئلا حل ڪري جي حوالي سان شهر ۾ اجلاس ٿيو جنهن ۾ مختلف مسئلن تي بحث ڪيو ويو ۽ عوام کي درپيش مسئلن جي حل لاءِ فيصلا ڪيا ويا انهي موقعي تي اڳواڻن چيو ته حڪومت کي گهرجي ته عوام جا مسئلا حل ڪري جي حوالي سان شهر ۾ اجلاس ٿيو جنهن ۾ مختلف مسئلن تي بحث ڪيو ويو ۽ عوام کي درپيش مسئلن جي حل لاءِ فيصلا ڪيا ويا انهي موقعي تي اڳواڻن چيو ته حڪومت کي گهرجي ته عوام جا مسئلا حل ڪري جي حوالي سان شهر ۾ اجلاس ٿيو جنهن ۾ مختلف مسئلن تي بحث ڪيو ويو ۽ عوام کي درپيش مسئلن جي حل لاءِ فيصلا ڪيا ويا انهي موقعي تي اڳواڻن چيو ته حڪومت کي گهرجي ته عوام جا مسئلا حل ڪري جي حوالي سان شهر ۾ اجلاس ٿيو جنهن ۾ مختلف مسئلن تي بحث ڪيو ويو ۽ عوام کي درپيش مسئلن جي حل لاءِ فيصلا ڪيا ويا انهي موقعي تي اڳواڻن چيو ته حڪومت کي گهرجي ته عوام جا مسئلا حل ڪري جي حوالي سان شهر ۾ اجلاس ٿيو جنهن ۾ مختلف مسئلن تي بحث ڪيو ويو ۽ عوام کي درپيش مسئلن جي حل لاءِ فيصلا ڪيا ويا انهي موقعي تي اڳواڻن چيو ته حڪومت کي گهرجي ته عوام جا مسئلا حل ڪري جي حوالي سان شهر ۾ اجلاس ٿيو جنهن ۾ مختلف مسئلن تي بحث ڪيو ويو ۽ عوام کي درپيش مسئلن جي حل لاءِ فيصلا ڪيا ويا انهي موقعي تي اڳواڻن چيو ته حڪومت کي گهرجي ته عوام جا مسئلا حل ڪري جي حوالي سان شهر ۾ اجلاس ٿيو جنهن ۾ مختلف مسئلن تي بحث ڪيو ويو ۽ عوام کي درپيش مسئلن جي حل لاءِ فيصلا ڪيا ويا انهي موقعي تي اڳواڻن چيو ته حڪومت کي گهرجي ته عوام جا مسئلا حل ڪري [409,1495,534,1948]
masthead [0,0,1209,37]
story-body: جي حوالي سان شهر ۾ اجلاس ٿيو جنهن ۾ مختلف مسئلن تي بحث ڪيو ويو ۽ عوام کي درپيش مسئلن جي حل لاءِ فيصلا ڪيا ويا انهي موقعي تي اڳواڻن چيو ته حڪومت کي گهرجي ته عوام جا مسئلا حل ڪري جي حوالي سان شهر ۾ اجلاس ٿيو جنهن ۾ مختلف مسئلن تي بحث ڪيو ويو ۽ عوام کي درپيش مسئلن جي حل لاءِ فيصلا ڪيا ويا انهي موقعي تي اڳواڻن چيو ته حڪومت کي گهرجي ته عوام جا مسئلا حل ڪري جي حوالي سان شهر ۾ اجلاس ٿيو جنهن ۾ مختلف مسئلن تي بحث ڪيو ويو ۽ عوام کي درپيش مسئلن جي حل لاءِ فيصلا ڪيا ويا انهي موقعي تي اڳواڻن چيو ته حڪومت کي گهرجي ته عوام جا مسئلا حل ڪري جي حوالي سان شهر ۾ اجلاس ٿيو جنهن ۾ مختلف مسئلن تي بحث ڪيو ويو ۽ عوام کي درپيش مسئلن جي حل لاءِ فيصلا ڪيا ويا انهي موقعي تي اڳواڻن چيو ته حڪومت کي گهرجي ته عوام جا مسئلا حل ڪري جي حوالي سان شهر ۾ اجلاس ٿيو جنهن ۾ مختلف مسئلن تي بحث ڪيو ويو ۽ عوام کي درپيش مسئلن جي حل لاءِ فيصلا ڪيا ويا انهي موقعي تي اڳواڻن چيو ته حڪومت کي گهرجي ته عوام جا مسئلا حل ڪري جي حوالي سان شهر ۾ اجلاس ٿيو جنهن ۾ مختلف مسئلن تي بحث ڪيو ويو ۽ عوام کي درپيش مسئلن جي حل لاءِ فيصلا ڪيا ويا انهي موقعي تي اڳواڻن چيو ته حڪومت کي گهرجي ته عوام جا مسئلا حل ڪري جي حوالي سان شهر ۾ اجلاس ٿيو جنهن ۾ مختلف مسئلن تي بحث ڪيو ويو ۽ عوام کي درپيش مسئلن جي حل لاءِ فيصلا ڪيا ويا انهي موقعي تي اڳواڻن چيو ته حڪومت کي گهرجي ته عوام جا مسئلا حل ڪري جي حوالي سان شهر ۾ اجلاس ٿيو جنهن ۾ مختلف مسئلن تي بحث ڪيو ويو ۽ عوام کي درپيش مسئلن جي حل لاءِ فيصلا ڪيا ويا انهي موقعي تي اڳواڻن چيو ته حڪومت کي گهرجي ته عوام جا مسئلا حل ڪري جي حوالي سان شهر ۾ اجلاس ٿيو جنهن ۾ مختلف مسئلن تي بحث ڪيو ويو ۽ عوام کي درپيش مسئلن جي حل لاءِ فيصلا ڪيا ويا انهي موقعي تي اڳواڻن چيو ته حڪومت کي گهرجي ته عوام جا مسئلا حل ڪري [1074,1068,1199,1475]
story-headline: ڀريا [282,761,395,773]
story-body: جي حوالي سان شهر ۾ اجلاس ٿيو جنهن ۾ مختلف مسئلن تي بحث ڪيو ويو ۽ عوام کي درپيش مسئلن جي حل لاءِ فيصلا ڪيا ويا انهي موقعي تي اڳواڻن چيو ته حڪومت کي گهرجي ته عوام جا مسئلا حل ڪري جي حوالي سان شهر ۾ اجلاس ٿيو جنهن ۾ مختلف مسئلن تي بحث ڪيو ويو ۽ عوام کي درپيش مسئلن جي حل لاءِ فيصلا ڪيا ويا انهي موقعي تي اڳواڻن چيو ته حڪومت کي گهرجي ته عوام جا مسئلا حل ڪري جي حوالي سان شهر ۾ اجلاس ٿيو جنهن ۾ مختلف مسئلن تي بحث ڪيو ويو ۽ عوام کي درپيش مسئلن جي حل لاءِ فيصلا ڪيا ويا انهي موقعي تي اڳواڻن چيو ته حڪومت کي گهرجي ته عوام جا مسئلا حل ڪري جي حوالي سان شهر ۾ اجلاس ٿيو جنهن ۾ مختلف مسئلن تي بحث ڪيو ويو ۽ عوام کي درپيش مسئلن جي حل لاءِ فيصلا ڪيا ويا انهي موقعي تي اڳواڻن چيو ته حڪومت کي گهرجي ته عوام جا مسئلا حل ڪري جي حوالي سان شهر ۾ اجلاس ٿيو جنهن ۾ مختلف مسئلن تي بحث ڪيو ويو ۽ عوام کي درپيش مسئلن جي حل لاءِ فيصلا ڪيا ويا انهي موقعي تي اڳواڻن چيو ته حڪومت کي گهرجي ته عوام جا مسئلا حل ڪري جي حوالي سان شهر ۾ اجلاس ٿيو جنهن ۾ مختلف مسئلن تي بحث ڪيو ويو ۽ عوام کي درپيش مسئلن جي حل لاءِ فيصلا ڪيا ويا انهي موقعي تي اڳواڻن چيو ته حڪومت کي گهرجي ته عوام جا مسئلا حل ڪري جي حوالي سان شهر ۾ اجلاس ٿيو جنهن ۾ مختلف مسئلن تي بحث ڪيو ويو ۽ عوام کي درپيش مسئلن جي حل لاءِ فيصلا ڪيا ويا انهي موقعي تي اڳواڻن چيو ته حڪومت کي گهرجي ته عوام جا مسئلا حل ڪري جي حوالي سان شهر ۾ اجلاس ٿيو جنهن ۾ مختلف مسئلن تي بحث ڪيو ويو ۽ عوام کي درپيش مسئلن جي حل لاءِ فيصلا ڪيا ويا انهي موقعي تي اڳواڻن چيو ته حڪومت کي گهرجي ته عوام جا مسئلا حل ڪري [276,395,401,757]
story-headline: سيوهڻ [415,42,528,54]
story-body: جي حوالي سان شهر ۾ اجلاس ٿيو جنهن ۾ مختلف مسئلن تي بحث ڪيو ويو ۽ عوام کي درپيش مسئلن جي حل لاءِ فيصلا ڪيا ويا انهي موقعي تي اڳواڻن چيو ته حڪومت کي گهرجي ته عوام جا مسئلا حل ڪري جي حوالي سان شهر ۾ اجلاس ٿيو جنهن ۾ مختلف مسئلن تي بحث ڪيو ويو ۽ عوام کي درپيش مسئلن جي حل لاءِ فيصلا ڪيا ويا انهي موقعي تي اڳواڻن چيو ته حڪومت کي گهرجي ته عوام جا مسئلا حل ڪري جي حوالي سان شهر ۾ اجلاس ٿيو جنهن ۾ مختلف مسئلن تي بحث ڪيو ويو ۽ عوام کي درپيش مسئلن جي حل لاءِ فيصلا ڪيا ويا انهي موقعي تي اڳواڻن چيو ته حڪومت کي گهرجي ته عوام جا مسئلا حل ڪري جي حوالي سان شهر ۾ اجلاس ٿيو جنهن ۾ مختلف مسئلن تي بحث ڪيو ويو ۽ عوام کي درپيش مسئلن جي حل لاءِ فيصلا ڪيا ويا انهي موقعي تي اڳواڻن چيو ته حڪومت کي گهرجي ته عوام جا مسئلا حل ڪري جي حوالي سان شهر ۾ اجلاس ٿيو جنهن ۾ مختلف مسئلن تي بحث ڪيو ويو ۽ عوام کي درپيش مسئلن جي حل لاءِ فيصلا ڪيا ويا انهي موقعي تي اڳواڻن چيو ته حڪومت کي گهرجي ته عوام جا مسئلا حل ڪري جي حوالي سان شهر ۾ اجلاس ٿيو جنهن ۾ مختلف مسئلن تي بحث ڪيو ويو ۽ عوام کي درپيش مسئلن جي حل لاءِ فيصلا ڪيا ويا انهي موقعي تي اڳواڻن چيو ته حڪومت کي گهرجي ته عوام جا مسئلا حل ڪري جي حوالي سان شهر ۾ اجلاس ٿيو جنهن ۾ مختلف مسئلن تي بحث ڪيو ويو ۽ عوام کي درپيش مسئلن جي حل لاءِ فيصلا ڪيا ويا انهي موقعي تي اڳواڻن چيو ته حڪومت کي گهرجي ته عوام جا مسئلا حل ڪري جي حوالي سان شهر ۾ اجلاس ٿيو جنهن ۾ مختلف مسئلن تي بحث ڪيو ويو ۽ عوام کي درپيش مسئلن جي حل لاءِ فيصلا ڪيا ويا انهي موقعي تي اڳواڻن چيو ته حڪومت کي گهرجي ته عوام جا مسئلا حل ڪري جي حوالي سان شهر ۾ اجلاس ٿيو جنهن ۾ مختلف مسئلن تي بحث ڪيو ويو ۽ عوام کي درپيش مسئلن جي حل لاءِ فيصلا ڪيا ويا انهي موقعي تي اڳواڻن چيو ته حڪومت کي گهرجي ته عوام جا مسئلا حل ڪري جي حوالي سان شهر ۾ اجلاس ٿيو جنهن ۾ مختلف مسئلن تي بحث ڪيو ويو ۽ عوام کي درپيش مسئلن جي حل لاءِ فيصلا ڪيا ويا انهي موقعي تي اڳواڻن چيو ته حڪومت کي گهرجي ته عوام جا مسئلا حل ڪري [143,867,268,1320]
story-headline: ٽنڊو آدم [947,42,1060,54]
story-headline: اسلام ڪوٽ [548,42,661,54]
story-body: جي حوالي سان شهر ۾ اجلاس ٿيو جنهن ۾ مختلف مسئلن تي بحث ڪيو ويو ۽ عوام کي درپيش مسئلن جي حل لاءِ فيصلا ڪيا ويا انهي موقعي تي اڳواڻن چيو ته حڪومت کي گهرجي ته عوام جا مسئلا حل ڪري جي حوالي سان شهر ۾ اجلاس ٿيو جنهن ۾ مختلف مسئلن تي بحث ڪيو ويو ۽ عوام کي درپيش مسئلن جي حل لاءِ فيصلا ڪيا ويا انهي موقعي تي اڳواڻن چيو ته حڪومت کي گهرجي ته عوام جا مسئلا حل ڪري جي حوالي سان شهر ۾ اجلاس ٿيو جنهن ۾ مختلف مسئلن تي بحث ڪيو ويو ۽ عوام کي درپيش مسئلن جي حل لاءِ فيصلا ڪيا ويا انهي موقعي تي اڳواڻن چيو ته حڪومت کي گهرجي ته عوام جا مسئلا حل ڪري جي حوالي سان شهر ۾ اجلاس ٿيو جنهن ۾ مختلف مسئلن تي بحث ڪيو ويو ۽ عوام کي درپيش مسئلن جي حل لاءِ فيصلا ڪيا ويا انهي موقعي تي اڳواڻن چيو ته حڪومت کي گهرجي ته عوام جا مسئلا حل ڪري جي حوالي سان شهر ۾ اجلاس ٿيو جنهن ۾ مختلف مسئلن تي بحث ڪيو ويو ۽ عوام کي درپيش مسئلن جي حل لاءِ فيصلا ڪيا ويا انهي موقعي تي اڳواڻن چيو ته حڪومت کي گهرجي ته عوام جا مسئلا حل ڪري جي حوالي سان شهر ۾ اجلاس ٿيو جنهن ۾ مختلف مسئلن تي بحث ڪيو ويو ۽ عوام کي درپيش مسئلن جي حل لاءِ فيصلا ڪيا ويا انهي موقعي تي اڳواڻن چيو ته حڪومت کي گهرجي ته عوام جا مسئلا حل ڪري جي حوالي سان شهر ۾ اجلاس ٿيو جنهن ۾ مختلف مسئلن تي بحث ڪيو ويو ۽ عوام کي درپيش مسئلن جي حل لاءِ فيصلا ڪيا ويا انهي موقعي تي اڳواڻن چيو ته حڪومت کي گهرجي ته عوام جا مسئلا حل ڪري [808,1631,933,1948]
story-headline: سڪرنڊ [282,379,395,391]
story-headline: محراب پور [282,1188,395,1200]
news-column [139,39,272,1948]
story-headline: سانگهڙ [282,1952,395,1964]
story-headline: سانگهڙ [1080,670,1193,682]
story-headline: مورو [415,1479,528,1491]
story-body: جي حوالي سان شهر ۾ اجلاس ٿيو جنهن ۾ مختلف مسئلن تي بحث ڪيو ويو ۽ عوام کي درپيش مسئلن جي حل لاءِ فيصلا ڪيا ويا انهي موقعي تي اڳواڻن چيو ته حڪومت کي گهرجي ته عوام جا مسئلا حل ڪري جي حوالي سان شهر ۾ اجلاس ٿيو جنهن ۾ مختلف مسئلن تي بحث ڪيو ويو ۽ عوام کي درپيش مسئلن جي حل لاءِ فيصلا ڪيا ويا انهي موقعي تي اڳواڻن چيو ته حڪومت کي گهرجي ته عوام جا مسئلا حل ڪري جي حوالي سان شهر ۾ اجلاس ٿيو جنهن ۾ مختلف مسئلن تي بحث ڪيو ويو ۽ عوام کي درپيش مسئلن جي حل لاءِ فيصلا ڪيا ويا انهي موقعي تي اڳواڻن چيو ته حڪومت کي گهرجي ته عوام جا مسئلا حل ڪري جي حوالي سان شهر ۾ اجلاس ٿيو جنهن ۾ مختلف مسئلن تي بحث ڪيو ويو ۽ عوام کي درپيش مسئلن جي حل لاءِ فيصلا ڪيا ويا انهي موقعي تي اڳواڻن چيو ته حڪومت کي گهرجي ته عوام جا مسئلا حل ڪري جي حوالي سان شهر ۾ اجلاس ٿيو جنهن ۾ مختلف مسئلن تي بحث ڪيو ويو ۽ عوام کي درپيش مسئلن جي حل لاءِ فيصلا ڪيا ويا انهي موقعي تي اڳواڻن چيو ته حڪومت کي گهرجي ته عوام جا مسئلا حل ڪري جي حوالي سان شهر ۾ اجلاس ٿيو جنهن ۾ مختلف مسئلن تي بحث ڪيو ويو ۽ عوام کي درپيش مسئلن جي حل لاءِ فيصلا ڪيا ويا انهي موقعي تي اڳواڻن چيو ته حڪومت کي گهرجي ته عوام جا مسئلا حل ڪري [409,58,534,329]
story-headline: مٽياري [814,1952,927,1964]
news-columns [6,39,1203,2575]
story-body: جي حوالي سان شهر ۾ اجلاس ٿيو جنهن ۾ مختلف مسئلن تي بحث ڪيو ويو ۽ عوام کي درپيش مسئلن جي حل لاءِ فيصلا ڪيا ويا انهي موقعي تي اڳواڻن چيو ته حڪومت کي گهرجي ته عوام جا مسئلا حل ڪري جي حوالي سان شهر ۾ اجلاس ٿيو جنهن ۾ مختلف مسئلن تي بحث ڪيو ويو ۽ عوام کي درپيش مسئلن جي حل لاءِ فيصلا ڪيا ويا انهي موقعي تي اڳواڻن چيو ته حڪومت کي گهرجي ته عوام جا مسئلا حل ڪري جي حوالي سان شهر ۾ اجلاس ٿيو جنهن ۾ مختلف مسئلن تي بحث ڪيو ويو ۽ عوام کي درپيش مسئلن جي حل لاءِ فيصلا ڪيا ويا انهي موقعي تي اڳواڻن چيو ته حڪومت کي گهرجي ته عوام جا مسئلا حل ڪري جي حوالي سان شهر ۾ اجلاس ٿيو جنهن ۾ مختلف مسئلن تي بحث ڪيو ويو ۽ عوام کي درپيش مسئلن جي حل لاءِ فيصلا ڪيا ويا انهي موقعي تي اڳواڻن چيو ته حڪومت کي گهرجي ته عوام جا مسئلا حل ڪري جي حوالي سان شهر ۾ اجلاس ٿيو جنهن ۾ مختلف مسئلن تي بحث ڪيو ويو ۽ عوام کي درپيش مسئلن جي حل لاءِ فيصلا ڪيا ويا انهي موقعي تي اڳواڻن چيو ته حڪومت کي گهرجي ته عوام جا مسئلا حل ڪري جي حوالي سان شهر ۾ اجلاس ٿيو جنهن ۾ مختلف مسئلن تي بحث ڪيو ويو ۽ عوام کي درپيش مسئلن جي حل لاءِ فيصلا ڪيا ويا انهي موقعي تي اڳواڻن چيو ته حڪومت کي گهرجي ته عوام جا مسئلا حل ڪري جي حوالي سان شهر ۾ اجلاس ٿيو جنهن ۾ مختلف مسئلن تي بحث ڪيو ويو ۽ عوام کي درپيش مسئلن جي حل لاءِ فيصلا ڪيا ويا انهي موقعي تي اڳواڻن چيو ته حڪومت کي گهرجي ته عوام جا مسئلا حل ڪري جي حوالي سان شهر ۾ اجلاس ٿيو جنهن ۾ مختلف مسئلن تي بحث ڪيو ويو ۽ عوام کي درپيش مسئلن جي حل لاءِ فيصلا ڪيا ويا انهي موقعي تي اڳواڻن چيو ته حڪومت کي گهرجي ته عوام جا مسئلا حل ڪري [10,1586,135,1948]
news-column [937,39,1070,2284]
news-column [538,39,671,2420]
story-headline: جيڪب آباد [1080,1052,1193,1064]
story-headline: ڇاڇرو [548,806,661,818]
story-headline: پڈعيدن [282,1661,395,1673]
story-headline: ميرپورخاص [1080,1479,1193,1491]
story-headline: ننگرپارڪر [548,1525,661,1537]
story-body: جي حوالي سان شهر ۾ اجلاس ٿيو جنهن ۾ مختلف مسئلن تي بحث ڪيو ويو ۽ عوام کي درپيش مسئلن جي حل لاءِ فيصلا ڪيا ويا انهي موقعي تي اڳواڻن چيو ته حڪومت کي گهرجي ته عوام جا مسئلا حل ڪري جي حوالي سان شهر ۾ اجلاس ٿيو جنهن ۾ مختلف مسئلن تي بحث ڪيو ويو ۽ عوام کي درپيش مسئلن جي حل لاءِ فيصلا ڪيا ويا انهي موقعي تي اڳواڻن چيو ته حڪومت کي گهرجي ته عوام جا مسئلا حل ڪري جي حوالي سان شهر ۾ اجلاس ٿيو جنهن ۾ مختلف مسئلن تي بحث ڪيو ويو ۽ عوام کي درپيش مسئلن جي حل لاءِ فيصلا ڪيا ويا انهي موقعي تي اڳواڻن چيو ته حڪومت کي گهرجي ته عوام جا مسئلا حل ڪري جي حوالي سان شهر ۾ اجلاس ٿيو جنهن ۾ مختلف مسئلن تي بحث ڪيو ويو ۽ عوام کي درپيش مسئلن جي حل لاءِ فيصلا ڪيا ويا انهي موقعي تي اڳواڻن چيو ته حڪومت کي گهرجي ته عوام جا مسئلا حل ڪري جي حوالي سان شهر ۾ اجلاس ٿيو جنهن ۾ مختلف مسئلن تي بحث ڪيو ويو ۽ عوام کي درپيش مسئلن جي حل لاءِ فيصلا ڪيا ويا انهي موقعي تي اڳواڻن چيو ته حڪومت کي گهرجي ته عوام جا مسئلا حل ڪري جي حوالي سان شهر ۾ اجلاس ٿيو جنهن ۾ مختلف مسئلن تي بحث ڪيو ويو ۽ عوام کي درپيش مسئلن جي حل لاءِ فيصلا ڪيا ويا انهي موقعي تي اڳواڻن چيو ته حڪومت کي گهرجي ته عوام جا مسئلا حل ڪري [675,958,800,1229]
story-body: جي حوالي سان شهر ۾ اجلاس ٿيو جنهن ۾ مختلف مسئلن تي بحث ڪيو ويو ۽ عوام کي درپيش مسئلن جي حل لاءِ فيصلا ڪيا ويا انهي موقعي تي اڳواڻن چيو ته حڪومت کي گهرجي ته عوام جا مسئلا حل ڪري جي حوالي سان شهر ۾ اجلاس ٿيو جنهن ۾ مختلف مسئلن تي بحث ڪيو ويو ۽ عوام کي درپيش مسئلن جي حل لاءِ فيصلا ڪيا ويا انهي موقعي تي اڳواڻن چيو ته حڪومت کي گهرجي ته عوام جا مسئلا حل ڪري جي حوالي سان شهر ۾ اجلاس ٿيو جنهن ۾ مختلف مسئلن تي بحث ڪيو ويو ۽ عوام کي درپيش مسئلن جي حل لاءِ فيصلا ڪيا ويا انهي موقعي تي اڳواڻن چيو ته حڪومت کي گهرجي ته عوام جا مسئلا حل ڪري جي حوالي سان شهر ۾ اجلاس ٿيو جنهن ۾ مختلف مسئلن تي بحث ڪيو ويو ۽ عوام کي درپيش مسئلن جي حل لاءِ فيصلا ڪيا ويا انهي موقعي تي اڳواڻن چيو ته حڪومت کي گهرجي ته عوام جا مسئلا حل ڪري جي حوالي سان شهر ۾ اجلاس ٿيو جنهن ۾ مختلف مسئلن تي بحث ڪيو ويو ۽ عوام کي درپيش مسئلن جي حل لاءِ فيصلا ڪيا ويا انهي موقعي تي اڳواڻن چيو ته حڪومت کي گهرجي ته عوام جا مسئلا حل ڪري جي حوالي سان شهر ۾ اجلاس ٿيو جنهن ۾ مختلف مسئلن تي بحث ڪيو ويو ۽ عوام کي درپيش مسئلن جي حل لاءِ فيصلا ڪيا ويا انهي موقعي تي اڳواڻن چيو ته حڪومت کي گهرجي ته عوام جا مسئلا حل ڪري جي حوالي سان شهر ۾ اجلاس ٿيو جنهن ۾ مختلف مسئلن تي بحث ڪيو ويو ۽ عوام کي درپيش مسئلن جي حل لاءِ فيصلا ڪيا ويا انهي موقعي تي اڳواڻن چيو ته حڪومت کي گهرجي ته عوام جا مسئلا حل ڪري [143,1631,268,1948]
story-headline: جامشورو [415,334,528,346]
story-body: جي حوالي سان شهر ۾ اجلاس ٿيو جنهن ۾ مختلف مسئلن تي بحث ڪيو ويو ۽ عوام کي درپيش مسئلن جي حل لاءِ فيصلا ڪيا ويا انهي موقعي تي اڳواڻن چيو ته حڪومت کي گهرجي ته عوام جا مسئلا حل ڪري جي حوالي سان شهر ۾ اجلاس ٿيو جنهن ۾ مختلف مسئلن تي بحث ڪيو ويو ۽ عوام کي درپيش مسئلن جي حل لاءِ فيصلا ڪيا ويا انهي موقعي تي اڳواڻن چيو ته حڪومت کي گهرجي ته عوام جا مسئلا حل ڪري جي حوالي سان شهر ۾ اجلاس ٿيو جنهن ۾ مختلف مسئلن تي بحث ڪيو ويو ۽ عوام کي درپيش مسئلن جي حل لاءِ فيصلا ڪيا ويا انهي موقعي تي اڳواڻن چيو ته حڪومت کي گهرجي ته عوام جا مسئلا حل ڪري جي حوالي سان شهر ۾ اجلاس ٿيو جنهن ۾ مختلف مسئلن تي بحث ڪيو ويو ۽ عوام کي درپيش مسئلن جي حل لاءِ فيصلا ڪيا ويا انهي موقعي تي اڳواڻن چيو ته حڪومت کي گهرجي ته عوام جا مسئلا حل ڪري جي حوالي سان شهر ۾ اجلاس ٿيو جنهن ۾ مختلف مسئلن تي بحث ڪيو ويو ۽ عوام کي درپيش مسئلن جي حل لاءِ فيصلا ڪيا ويا انهي موقعي تي اڳواڻن چيو ته حڪومت کي گهرجي ته عوام جا مسئلا حل ڪري جي حوالي سان شهر ۾ اجلاس ٿيو جنهن ۾ مختلف مسئلن تي بحث ڪيو ويو ۽ عوام کي درپيش مسئلن جي حل لاءِ فيصلا ڪيا ويا انهي موقعي تي اڳواڻن چيو ته حڪومت کي گهرجي ته عوام جا مسئلا حل ڪري جي حوالي سان شهر ۾ اجلاس ٿيو جنهن ۾ مختلف مسئلن تي بحث ڪيو ويو ۽ عوام کي درپيش مسئلن جي حل لاءِ فيصلا ڪيا ويا انهي موقعي تي اڳواڻن چيو ته حڪومت کي گهرجي ته عوام جا مسئلا حل ڪري [1074,2259,1199,2575]
story-body: جي حوالي سان شهر ۾ اجلاس ٿيو جنهن ۾ مختلف مسئلن تي بحث ڪيو ويو ۽ عوام کي درپيش مسئلن جي حل لاءِ فيصلا ڪيا ويا انهي موقعي تي اڳواڻن چيو ته حڪومت کي گهرجي ته عوام جا مسئلا حل ڪري جي حوالي سان شهر ۾ اجلاس ٿيو جنهن ۾ مختلف مسئلن تي بحث ڪيو ويو ۽ عوام کي درپيش مسئلن جي حل لاءِ فيصلا ڪيا ويا انهي موقعي تي اڳواڻن چيو ته حڪومت کي گهرجي ته عوام جا مسئلا حل ڪري جي حوالي سان شهر ۾ اجلاس ٿيو جنهن ۾ مختلف مسئلن تي بحث ڪيو ويو ۽ عوام کي درپيش مسئلن جي حل لاءِ فيصلا ڪيا ويا انهي موقعي تي اڳواڻن چيو ته حڪومت کي گهرجي ته عوام جا مسئلا حل ڪري جي حوالي سان شهر ۾ اجلاس ٿيو جنهن ۾ مختلف مسئلن تي بحث ڪيو ويو ۽ عوام کي درپيش مسئلن جي حل لاءِ فيصلا ڪيا ويا انهي موقعي تي اڳواڻن چيو ته حڪومت کي گهرجي ته عوام جا مسئلا حل ڪري جي حوالي سان شهر ۾ اجلاس ٿيو جنهن ۾ مختلف مسئلن تي بحث ڪيو ويو ۽ عوام کي درپيش مسئلن جي حل لاءِ فيصلا ڪيا ويا انهي موقعي تي اڳواڻن چيو ته حڪومت کي گهرجي ته عوام جا مسئلا حل ڪري جي حوالي سان شهر ۾ اجلاس ٿيو جنهن ۾ مختلف مسئلن تي بحث ڪيو ويو ۽ عوام کي درپيش مسئلن جي حل لاءِ فيصلا ڪيا ويا انهي موقعي تي اڳواڻن چيو ته حڪومت کي گهرجي ته عوام جا مسئلا حل ڪري جي حوالي سان شهر ۾ اجلاس ٿيو جنهن ۾ مختلف مسئلن تي بحث ڪيو ويو ۽ عوام کي درپيش مسئلن جي حل لاءِ فيصلا ڪيا ويا انهي موقعي تي اڳواڻن چيو ته حڪومت کي گهرجي ته عوام جا مسئلا حل ڪري جي حوالي سان شهر ۾ اجلاس ٿيو جنهن ۾ مختلف مسئلن تي بحث ڪيو ويو ۽ عوام کي درپيش مسئلن جي حل لاءِ فيصلا ڪيا ويا انهي موقعي تي اڳواڻن چيو ته حڪومت کي گهرجي ته عوام جا مسئلا حل ڪري جي حوالي سان شهر ۾ اجلاس ٿيو جنهن ۾ مختلف مسئلن تي بحث ڪيو ويو ۽ عوام کي درپيش مسئلن جي حل لاءِ فيصلا ڪيا ويا انهي موقعي تي اڳواڻن چيو ته حڪومت کي گهرجي ته عوام جا مسئلا حل ڪري جي حوالي سان شهر ۾ اجلاس ٿيو جنهن ۾ مختلف مسئلن تي بحث ڪيو ويو ۽ عوام کي درپيش مسئلن جي حل لاءِ فيصلا ڪيا ويا انهي موقعي تي اڳواڻن چيو ته حڪومت کي گهرجي ته عوام جا مسئلا حل ڪري [808,867,933,1320]
story-body: جي حوالي سان شهر ۾ اجلاس ٿيو جنهن ۾ مختلف مسئلن تي بحث ڪيو ويو ۽ عوام کي درپيش مسئلن جي حل لاءِ فيصلا ڪيا ويا انهي موقعي تي اڳواڻن چيو ته حڪومت کي گهرجي ته عوام جا مسئلا حل ڪري جي حوالي سان شهر ۾ اجلاس ٿيو جنهن ۾ مختلف مسئلن تي بحث ڪيو ويو ۽ عوام کي درپيش مسئلن جي حل لاءِ فيصلا ڪيا ويا انهي موقعي تي اڳواڻن چيو ته حڪومت کي گهرجي ته عوام جا مسئلا حل ڪري جي حوالي سان شهر ۾ اجلاس ٿيو جنهن ۾ مختلف مسئلن تي بحث ڪيو ويو ۽ عوام کي درپيش مسئلن جي حل لاءِ فيصلا ڪيا ويا انهي موقعي تي اڳواڻن چيو ته حڪومت کي گهرجي ته عوام جا مسئلا حل ڪري جي حوالي سان شهر ۾ اجلاس ٿيو جنهن ۾ مختلف مسئلن تي بحث ڪيو ويو ۽ عوام کي درپيش مسئلن جي حل لاءِ فيصلا ڪيا ويا انهي موقعي تي اڳواڻن چيو ته حڪومت کي گهرجي ته عوام جا مسئلا حل ڪري جي حوالي سان شهر ۾ اجلاس ٿيو جنهن ۾ مختلف مسئلن تي بحث ڪيو ويو ۽ عوام کي درپيش مسئلن جي حل لاءِ فيصلا ڪيا ويا انهي موقعي تي اڳواڻن چيو ته حڪومت کي گهرجي ته عوام جا مسئلا حل ڪري جي حوالي سان شهر ۾ اجلاس ٿيو جنهن ۾ مختلف مسئلن تي بحث ڪيو ويو ۽ عوام کي درپيش مسئلن جي حل لاءِ فيصلا ڪيا ويا انهي موقعي تي اڳواڻن چيو ته حڪومت کي گهرجي ته عوام جا مسئلا حل ڪري جي حوالي سان شهر ۾ اجلاس ٿيو جنهن ۾ مختلف مسئلن تي بحث ڪيو ويو ۽ عوام کي درپيش مسئلن جي حل لاءِ فيصلا ڪيا ويا انهي موقعي تي اڳواڻن چيو ته حڪومت کي گهرجي ته عوام جا مسئلا حل ڪري جي حوالي سان شهر ۾ اجلاس ٿيو جنهن ۾ مختلف مسئلن تي بحث ڪيو ويو ۽ عوام کي درپيش مسئلن جي حل لاءِ فيصلا ڪيا ويا انهي موقعي تي اڳواڻن چيو ته حڪومت کي گهرجي ته عوام جا مسئلا حل ڪري جي حوالي سان شهر ۾ اجلاس ٿيو جنهن ۾ مختلف مسئلن تي بحث ڪيو ويو ۽ عوام کي درپيش مسئلن جي حل لاءِ فيصلا ڪيا ويا انهي موقعي تي اڳواڻن چيو ته حڪومت کي گهرجي ته عوام جا مسئلا حل ڪري [808,440,933,847]
story-body: جي حوالي سان شهر ۾ اجلاس ٿيو جنهن ۾ مختلف مسئلن تي بحث ڪيو ويو ۽ عوام کي درپيش مسئلن جي حل لاءِ فيصلا ڪيا ويا انهي موقعي تي اڳواڻن چيو ته حڪومت کي گهرجي ته عوام جا مسئلا حل ڪري جي حوالي سان شهر ۾ اجلاس ٿيو جنهن ۾ مختلف مسئلن تي بحث ڪيو ويو ۽ عوام کي درپيش مسئلن جي حل لاءِ فيصلا ڪيا ويا انهي موقعي تي اڳواڻن چيو ته حڪومت کي گهرجي ته عوام جا مسئلا حل ڪري جي حوالي سان شهر ۾ اجلاس ٿيو جنهن ۾ مختلف مسئلن تي بحث ڪيو ويو ۽ عوام کي درپيش مسئلن جي حل لاءِ فيصلا ڪيا ويا انهي موقعي تي اڳواڻن چيو ته حڪومت کي گهرجي ته عوام جا مسئلا حل ڪري جي حوالي سان شهر ۾ اجلاس ٿيو جنهن ۾ مختلف مسئلن تي بحث ڪيو ويو ۽ عوام کي درپيش مسئلن جي حل لاءِ فيصلا ڪيا ويا انهي موقعي تي اڳواڻن چيو ته حڪومت کي گهرجي ته عوام جا مسئلا حل ڪري جي حوالي سان شهر ۾ اجلاس ٿيو جنهن ۾ مختلف مسئلن تي بحث ڪيو ويو ۽ عوام کي درپيش مسئلن جي حل لاءِ فيصلا ڪيا ويا انهي موقعي تي اڳواڻن چيو ته حڪومت کي گهرجي ته عوام جا مسئلا حل ڪري جي حوالي سان شهر ۾ اجلاس ٿيو جنهن ۾ مختلف مسئلن تي بحث ڪيو ويو ۽ عوام کي درپيش مسئلن جي حل لاءِ فيصلا ڪيا ويا انهي موقعي تي اڳواڻن چيو ته حڪومت کي گهرجي ته عوام جا مسئلا حل ڪري جي حوالي سان شهر ۾ اجلاس ٿيو جنهن ۾ مختلف مسئلن تي بحث ڪيو ويو ۽ عوام کي درپيش مسئلن جي حل لاءِ فيصلا ڪيا ويا انهي موقعي تي اڳواڻن چيو ته حڪومت کي گهرجي ته عوام جا مسئلا حل ڪري جي حوالي سان شهر ۾ اجلاس ٿيو جنهن ۾ مختلف مسئلن تي بحث ڪيو ويو ۽ عوام کي درپيش مسئلن جي حل لاءِ فيصلا ڪيا ويا انهي موقعي تي اڳواڻن چيو ته حڪومت کي گهرجي ته عوام جا مسئلا حل ڪري [542,1158,667,1520]
story-body: جي حوالي سان شهر ۾ اجلاس ٿيو جنهن ۾ مختلف مسئلن تي بحث ڪيو ويو ۽ عوام کي درپيش مسئلن جي حل لاءِ فيصلا ڪيا ويا انهي موقعي تي اڳواڻن چيو ته حڪومت کي گهرجي ته عوام جا مسئلا حل ڪري جي حوالي سان شهر ۾ اجلاس ٿيو جنهن ۾ مختلف مسئلن تي بحث ڪيو ويو ۽ عوام کي درپيش مسئلن جي حل لاءِ فيصلا ڪيا ويا انهي موقعي تي اڳواڻن چيو ته حڪومت کي گهرجي ته عوام جا مسئلا حل ڪري جي حوالي سان شهر ۾ اجلاس ٿيو جنهن ۾ مختلف مسئلن تي بحث ڪيو ويو ۽ عوام کي درپيش مسئلن جي حل لاءِ فيصلا ڪيا ويا انهي موقعي تي اڳواڻن چيو ته حڪومت کي گهرجي ته عوام جا مسئلا حل ڪري جي حوالي سان شهر ۾ اجلاس ٿيو جنهن ۾ مختلف مسئلن تي بحث ڪيو ويو ۽ عوام کي درپيش مسئلن جي حل لاءِ فيصلا ڪيا ويا انهي موقعي تي اڳواڻن چيو ته حڪومت کي گهرجي ته عوام جا مسئلا حل ڪري جي حوالي سان شهر ۾ اجلاس ٿيو جنهن ۾ مختلف مسئلن تي بحث ڪيو ويو ۽ عوام کي درپيش مسئلن جي حل لاءِ فيصلا ڪيا ويا انهي موقعي تي اڳواڻن چيو ته حڪومت کي گهرجي ته عوام جا مسئلا حل ڪري جي حوالي سان شهر ۾ اجلاس ٿيو جنهن ۾ مختلف مسئلن تي بحث ڪيو ويو ۽ عوام کي درپيش مسئلن جي حل لاءِ فيصلا ڪيا ويا انهي موقعي تي اڳواڻن چيو ته حڪومت کي گهرجي ته عوام جا مسئلا حل ڪري جي حوالي سان شهر ۾ اجلاس ٿيو جنهن ۾ مختلف مسئلن تي بحث ڪيو ويو ۽ عوام کي درپيش مسئلن جي حل لاءِ فيصلا ڪيا ويا انهي موقعي تي اڳواڻن چيو ته حڪومت کي گهرجي ته عوام جا مسئلا حل ڪري جي حوالي سان شهر ۾ اجلاس ٿيو جنهن ۾ مختلف مسئلن تي بحث ڪيو ويو ۽ عوام کي درپيش مسئلن جي حل لاءِ فيصلا ڪيا ويا انهي موقعي تي اڳواڻن چيو ته حڪومت کي گهرجي ته عوام جا مسئلا حل ڪري [1074,686,1199,1048]
